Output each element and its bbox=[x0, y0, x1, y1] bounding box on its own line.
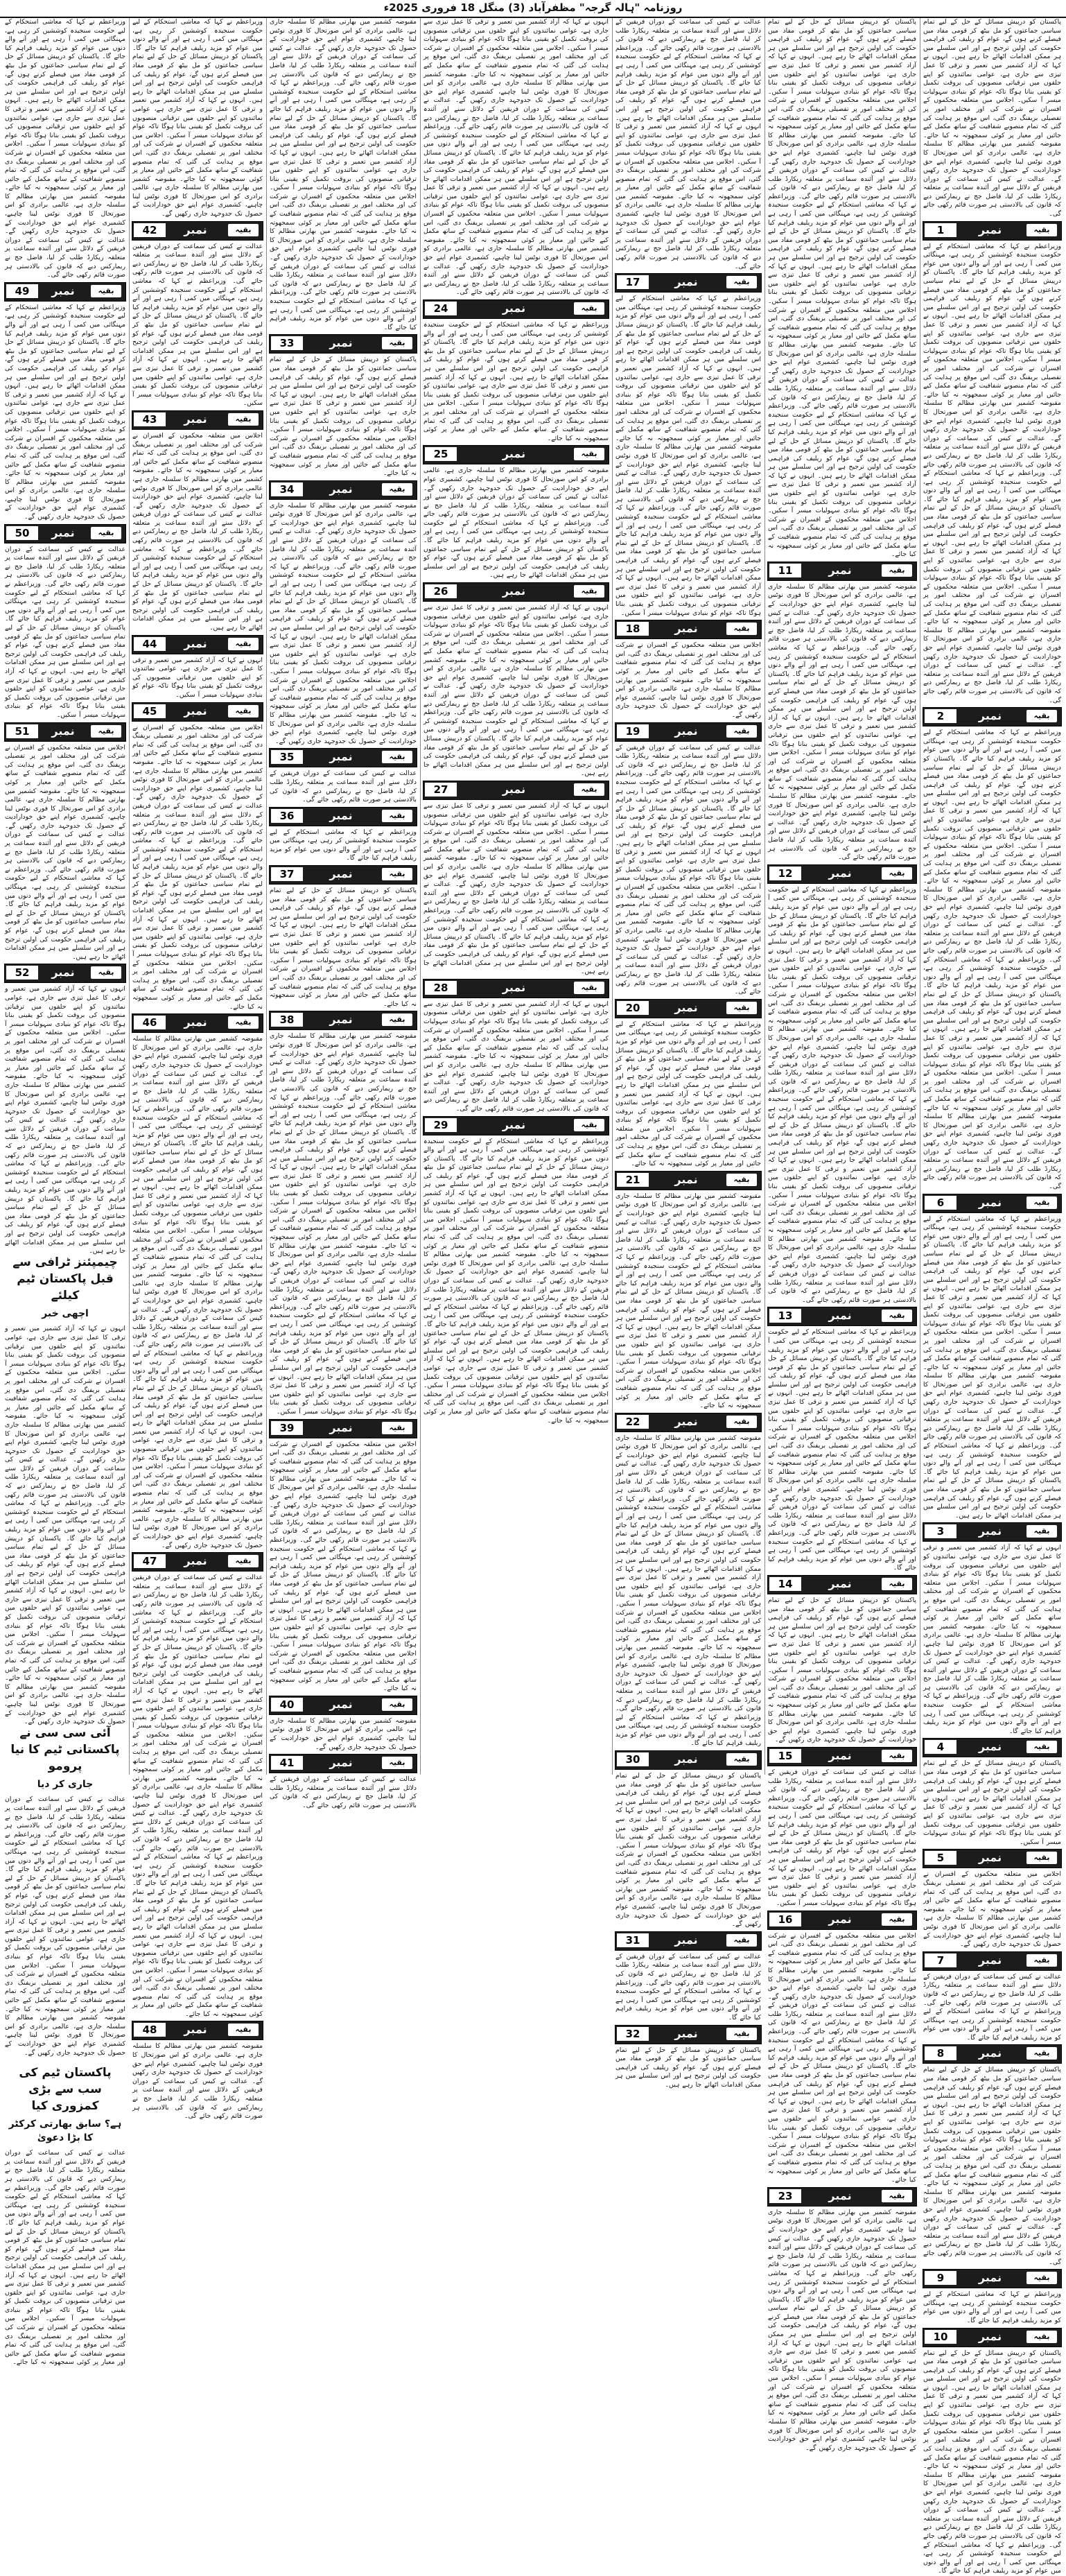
continuation-number: 29 bbox=[425, 1118, 457, 1132]
continuation-number: 38 bbox=[271, 1013, 303, 1027]
continuation-label: بقیہ bbox=[726, 623, 757, 635]
continuation-plate-30 bbox=[615, 1750, 762, 1770]
continuation-label: بقیہ bbox=[382, 1757, 412, 1769]
continuation-number: 17 bbox=[617, 275, 649, 289]
continuation-label: بقیہ bbox=[1026, 1525, 1057, 1538]
continuation-number: 8 bbox=[925, 2046, 956, 2060]
continuation-plate-52 bbox=[4, 964, 126, 983]
continuation-number: 23 bbox=[769, 2189, 801, 2203]
continuation-number: 15 bbox=[769, 1749, 801, 1763]
continuation-word: نمبر bbox=[674, 1000, 698, 1014]
continuation-label: بقیہ bbox=[574, 585, 604, 598]
continuation-number: 14 bbox=[769, 1577, 801, 1591]
continuation-plate-39 bbox=[269, 1419, 417, 1438]
news-paragraph: پاکستان کو درپیش مسائل کے حل کے لیے تمام سیاسی جماعتوں کو مل بیٹھ کر قومی مفاد میں فیصلے کرنے ہوں گے، عوام کو ریلیف کی فراہمی حکومت کی اولین ترجیح ہے اور اس سلسلے میں ہر ممکن اقدامات اٹھائے جا رہے ہیں۔ bbox=[615, 2046, 761, 2089]
continuation-label: بقیہ bbox=[228, 638, 259, 650]
news-paragraph: مقبوضہ کشمیر میں بھارتی مظالم کا سلسلہ جاری ہے، عالمی برادری کو اس صورتحال کا فوری نوٹس لینا چاہیے، کشمیری عوام اپنے حق خودارادیت کے حصول تک جدوجہد جاری رکھیں گے۔ عدالت نے کیس کی سماعت کے دوران فریقین کے دلائل سنے اور آئندہ سماعت پر متعلقہ ریکارڈ طلب کر لیا، فاضل جج نے ریمارکس دیے کہ قانون کی بالادستی ہر صورت قائم رکھی جائے گی۔ bbox=[132, 2042, 263, 2121]
continuation-plate-36 bbox=[269, 807, 417, 826]
continuation-plate-1 bbox=[923, 221, 1062, 241]
continuation-word: نمبر bbox=[978, 1195, 1002, 1209]
continuation-number: 42 bbox=[134, 223, 166, 237]
news-paragraph: اجلاس میں متعلقہ محکموں کے افسران نے شرکت کی اور مختلف امور پر تفصیلی بریفنگ دی گئی، اس موقع پر ہدایت کی گئی کہ تمام منصوبے شفافیت کے ساتھ مکمل کیے جائیں اور معیار پر کوئی سمجھوتہ نہ کیا جائے۔ مقبوضہ کشمیر میں بھارتی مظالم کا سلسلہ جاری ہے، عالمی برادری کو اس صورتحال کا فوری نوٹس لینا چاہیے، کشمیری عوام اپنے حق خودارادیت کے حصول تک جدوجہد جاری رکھیں گے۔ عدالت نے کیس کی سماعت کے دوران فریقین کے دلائل سنے اور آئندہ سماعت پر متعلقہ ریکارڈ طلب کر لیا، فاضل جج نے ریمارکس دیے کہ قانون کی بالادستی ہر صورت قائم رکھی جائے گی۔ وزیراعظم نے کہا کہ معاشی استحکام کے لیے حکومت سنجیدہ کوششیں کر رہی ہے، مہنگائی میں کمی آ رہی ہے اور آنے والے دنوں میں عوام کو مزید ریلیف فراہم کیا جائے گا۔ پاکستان کو درپیش مسائل کے حل کے لیے تمام سیاسی جماعتوں کو مل بیٹھ کر قومی مفاد میں فیصلے کرنے ہوں گے، عوام کو ریلیف کی فراہمی حکومت کی اولین ترجیح ہے اور اس سلسلے میں ہر ممکن اقدامات اٹھائے جا رہے ہیں۔ bbox=[5, 743, 125, 961]
continuation-word: نمبر bbox=[978, 223, 1002, 236]
news-paragraph: مقبوضہ کشمیر میں بھارتی مظالم کا سلسلہ جاری ہے، عالمی برادری کو اس صورتحال کا فوری نوٹس لینا چاہیے، کشمیری عوام اپنے حق خودارادیت کے حصول تک جدوجہد جاری رکھیں گے۔ عدالت نے کیس کی سماعت کے دوران فریقین کے دلائل سنے اور آئندہ سماعت پر متعلقہ ریکارڈ طلب کر لیا، فاضل جج نے ریمارکس دیے کہ قانون کی بالادستی ہر صورت قائم رکھی جائے گی۔ وزیراعظم نے کہا کہ معاشی استحکام کے لیے حکومت سنجیدہ کوششیں کر رہی ہے، مہنگائی میں کمی آ رہی ہے اور آنے والے دنوں میں عوام کو مزید ریلیف فراہم کیا جائے گا۔ پاکستان کو درپیش مسائل کے حل کے لیے تمام سیاسی جماعتوں کو مل بیٹھ کر قومی مفاد میں فیصلے کرنے ہوں گے، عوام کو ریلیف کی فراہمی حکومت کی اولین ترجیح ہے اور اس سلسلے میں ہر ممکن اقدامات اٹھائے جا رہے ہیں۔ انہوں نے کہا کہ آزاد کشمیر میں تعمیر و ترقی کا عمل تیزی سے جاری ہے، عوامی نمائندوں کو اپنے حلقوں میں ترقیاتی منصوبوں کی بروقت تکمیل کو یقینی بنانا ہوگا تاکہ عوام کو بنیادی سہولیات میسر آ سکیں۔ اجلاس میں متعلقہ محکموں کے افسران نے شرکت کی اور مختلف امور پر تفصیلی بریفنگ دی گئی، اس موقع پر ہدایت کی گئی کہ تمام منصوبے شفافیت کے ساتھ مکمل کیے جائیں اور معیار پر کوئی سمجھوتہ نہ کیا جائے۔ مقبوضہ کشمیر میں بھارتی مظالم کا سلسلہ جاری ہے، عالمی برادری کو اس صورتحال کا فوری نوٹس لینا چاہیے، کشمیری عوام اپنے حق خودارادیت کے حصول تک جدوجہد جاری رکھیں گے۔ bbox=[270, 501, 417, 745]
continuation-number: 46 bbox=[134, 1016, 166, 1029]
continuation-label: بقیہ bbox=[382, 483, 412, 496]
news-paragraph: انہوں نے کہا کہ آزاد کشمیر میں تعمیر و ترقی کا عمل تیزی سے جاری ہے، عوامی نمائندوں کو اپنے حلقوں میں ترقیاتی منصوبوں کی بروقت تکمیل کو یقینی بنانا ہوگا تاکہ عوام کو بنیادی سہولیات میسر آ سکیں۔ اجلاس میں متعلقہ محکموں کے افسران نے شرکت کی اور مختلف امور پر تفصیلی بریفنگ دی گئی، اس موقع پر ہدایت کی گئی کہ تمام منصوبے شفافیت کے ساتھ مکمل کیے جائیں اور معیار پر کوئی سمجھوتہ نہ کیا جائے۔ مقبوضہ کشمیر میں بھارتی مظالم کا سلسلہ جاری ہے، عالمی برادری کو اس صورتحال کا فوری نوٹس لینا چاہیے، کشمیری عوام اپنے حق خودارادیت کے حصول تک جدوجہد جاری رکھیں گے۔ عدالت نے کیس کی سماعت کے دوران فریقین کے دلائل سنے اور آئندہ سماعت پر متعلقہ ریکارڈ طلب کر لیا، فاضل جج نے ریمارکس دیے کہ قانون کی بالادستی ہر صورت قائم رکھی جائے گی۔ وزیراعظم نے کہا کہ معاشی استحکام کے لیے حکومت سنجیدہ کوششیں کر رہی ہے، مہنگائی میں کمی آ رہی ہے اور آنے والے دنوں میں عوام کو مزید ریلیف فراہم کیا جائے گا۔ پاکستان کو درپیش مسائل کے حل کے لیے تمام سیاسی جماعتوں کو مل بیٹھ کر قومی مفاد میں فیصلے کرنے ہوں گے، عوام کو ریلیف کی فراہمی حکومت کی اولین ترجیح ہے اور اس سلسلے میں ہر ممکن اقدامات اٹھائے جا رہے ہیں۔ bbox=[423, 604, 609, 778]
continuation-label: بقیہ bbox=[382, 337, 412, 349]
continuation-label: بقیہ bbox=[228, 2024, 259, 2036]
news-paragraph: وزیراعظم نے کہا کہ معاشی استحکام کے لیے حکومت سنجیدہ کوششیں کر رہی ہے، مہنگائی میں کمی آ رہی ہے اور آنے والے دنوں میں عوام کو مزید ریلیف فراہم کیا جائے گا۔ پاکستان کو درپیش مسائل کے حل کے لیے تمام سیاسی جماعتوں کو مل بیٹھ کر قومی مفاد میں فیصلے کرنے ہوں گے، عوام کو ریلیف کی فراہمی حکومت کی اولین ترجیح ہے اور اس سلسلے میں ہر ممکن اقدامات اٹھائے جا رہے ہیں۔ انہوں نے کہا کہ آزاد کشمیر میں تعمیر و ترقی کا عمل تیزی سے جاری ہے، عوامی نمائندوں کو اپنے حلقوں میں ترقیاتی منصوبوں کی بروقت تکمیل کو یقینی بنانا ہوگا تاکہ عوام کو بنیادی سہولیات میسر آ سکیں۔ اجلاس میں متعلقہ محکموں کے افسران نے شرکت کی اور مختلف امور پر تفصیلی بریفنگ دی گئی، اس موقع پر ہدایت کی گئی کہ تمام منصوبے شفافیت کے ساتھ مکمل کیے جائیں اور معیار پر کوئی سمجھوتہ نہ کیا جائے۔ مقبوضہ کشمیر میں بھارتی مظالم کا سلسلہ جاری ہے، عالمی برادری کو اس صورتحال کا فوری نوٹس لینا چاہیے، کشمیری عوام اپنے حق خودارادیت کے حصول تک جدوجہد جاری رکھیں گے۔ bbox=[5, 303, 125, 521]
continuation-label: بقیہ bbox=[1026, 1852, 1057, 1864]
continuation-plate-20 bbox=[615, 999, 762, 1018]
continuation-plate-35 bbox=[269, 748, 417, 767]
news-paragraph: وزیراعظم نے کہا کہ معاشی استحکام کے لیے حکومت سنجیدہ کوششیں کر رہی ہے، مہنگائی میں کمی آ رہی ہے اور آنے والے دنوں میں عوام کو مزید ریلیف فراہم کیا جائے گا۔ پاکستان کو درپیش مسائل کے حل کے لیے تمام سیاسی جماعتوں کو مل بیٹھ کر قومی مفاد میں فیصلے کرنے ہوں گے، عوام کو ریلیف کی فراہمی حکومت کی اولین ترجیح ہے اور اس سلسلے میں ہر ممکن اقدامات اٹھائے جا رہے ہیں۔ انہوں نے کہا کہ آزاد کشمیر میں تعمیر و ترقی کا عمل تیزی سے جاری ہے، عوامی نمائندوں کو اپنے حلقوں میں ترقیاتی منصوبوں کی بروقت تکمیل کو یقینی بنانا ہوگا تاکہ عوام کو بنیادی سہولیات میسر آ سکیں۔ اجلاس میں متعلقہ محکموں کے افسران نے شرکت کی اور مختلف امور پر تفصیلی بریفنگ دی گئی، اس موقع پر ہدایت کی گئی کہ تمام منصوبے شفافیت کے ساتھ مکمل کیے جائیں اور معیار پر کوئی سمجھوتہ نہ کیا جائے۔ bbox=[423, 321, 609, 442]
continuation-label: بقیہ bbox=[1026, 1954, 1057, 1967]
continuation-plate-41 bbox=[269, 1754, 417, 1773]
continuation-word: نمبر bbox=[978, 1524, 1002, 1538]
continuation-word: نمبر bbox=[51, 284, 75, 297]
continuation-number: 49 bbox=[6, 284, 38, 298]
news-paragraph: انہوں نے کہا کہ آزاد کشمیر میں تعمیر و ترقی کا عمل تیزی سے جاری ہے، عوامی نمائندوں کو اپنے حلقوں میں ترقیاتی منصوبوں کی بروقت تکمیل کو یقینی بنانا ہوگا تاکہ عوام کو بنیادی سہولیات میسر آ سکیں۔ اجلاس میں متعلقہ محکموں کے افسران نے شرکت کی اور مختلف امور پر تفصیلی بریفنگ دی گئی، اس موقع پر ہدایت کی گئی کہ تمام منصوبے شفافیت کے ساتھ مکمل کیے جائیں اور معیار پر کوئی سمجھوتہ نہ کیا جائے۔ مقبوضہ کشمیر میں بھارتی مظالم کا سلسلہ جاری ہے، عالمی برادری کو اس صورتحال کا فوری نوٹس لینا چاہیے، کشمیری عوام اپنے حق خودارادیت کے حصول تک جدوجہد جاری رکھیں گے۔ عدالت نے کیس کی سماعت کے دوران فریقین کے دلائل سنے اور آئندہ سماعت پر متعلقہ ریکارڈ طلب کر لیا، فاضل جج نے ریمارکس دیے کہ قانون کی بالادستی ہر صورت قائم رکھی جائے گی۔ وزیراعظم نے کہا کہ معاشی استحکام کے لیے حکومت سنجیدہ کوششیں کر رہی ہے، مہنگائی میں کمی آ رہی ہے اور آنے والے دنوں میں عوام کو مزید ریلیف فراہم کیا جائے گا۔ پاکستان کو درپیش مسائل کے حل کے لیے تمام سیاسی جماعتوں کو مل بیٹھ کر قومی مفاد میں فیصلے کرنے ہوں گے، عوام کو ریلیف کی فراہمی حکومت کی اولین ترجیح ہے اور اس سلسلے میں ہر ممکن اقدامات اٹھائے جا رہے ہیں۔ bbox=[423, 801, 609, 976]
continuation-word: نمبر bbox=[978, 1851, 1002, 1865]
continuation-number: 37 bbox=[271, 867, 303, 881]
continuation-label: بقیہ bbox=[726, 725, 757, 738]
continuation-plate-9 bbox=[923, 2269, 1062, 2288]
continuation-label: بقیہ bbox=[91, 285, 121, 297]
continuation-word: نمبر bbox=[502, 302, 526, 315]
continuation-number: 45 bbox=[134, 704, 166, 718]
column-rule bbox=[129, 18, 130, 1775]
continuation-label: بقیہ bbox=[1026, 1196, 1057, 1209]
news-paragraph: وزیراعظم نے کہا کہ معاشی استحکام کے لیے حکومت سنجیدہ کوششیں کر رہی ہے، مہنگائی میں کمی آ رہی ہے اور آنے والے دنوں میں عوام کو مزید ریلیف فراہم کیا جائے گا۔ bbox=[923, 2290, 1061, 2324]
continuation-plate-51 bbox=[4, 722, 126, 742]
continuation-label: بقیہ bbox=[382, 1422, 412, 1434]
newspaper-masthead bbox=[0, 0, 1066, 18]
continuation-word: نمبر bbox=[978, 1953, 1002, 1967]
continuation-number: 39 bbox=[271, 1421, 303, 1435]
news-paragraph: انہوں نے کہا کہ آزاد کشمیر میں تعمیر و ترقی کا عمل تیزی سے جاری ہے، عوامی نمائندوں کو اپنے حلقوں میں ترقیاتی منصوبوں کی بروقت تکمیل کو یقینی بنانا ہوگا تاکہ عوام کو بنیادی سہولیات میسر آ سکیں۔ اجلاس میں متعلقہ محکموں کے افسران نے شرکت کی اور مختلف امور پر تفصیلی بریفنگ دی گئی، اس موقع پر ہدایت کی گئی کہ تمام منصوبے شفافیت کے ساتھ مکمل کیے جائیں اور معیار پر کوئی سمجھوتہ نہ کیا جائے۔ مقبوضہ کشمیر میں بھارتی مظالم کا سلسلہ جاری ہے، عالمی برادری کو اس صورتحال کا فوری نوٹس لینا چاہیے، کشمیری عوام اپنے حق خودارادیت کے حصول تک جدوجہد جاری رکھیں گے۔ عدالت نے کیس کی سماعت کے دوران فریقین کے دلائل سنے اور آئندہ سماعت پر متعلقہ ریکارڈ طلب کر لیا، فاضل جج نے ریمارکس دیے کہ قانون کی بالادستی ہر صورت قائم رکھی جائے گی۔ وزیراعظم نے کہا کہ معاشی استحکام کے لیے حکومت سنجیدہ کوششیں کر رہی ہے، مہنگائی میں کمی آ رہی ہے اور آنے والے دنوں میں عوام کو مزید ریلیف فراہم کیا جائے گا۔ پاکستان کو درپیش مسائل کے حل کے لیے تمام سیاسی جماعتوں کو مل بیٹھ کر قومی مفاد میں فیصلے کرنے ہوں گے، عوام کو ریلیف کی فراہمی حکومت کی اولین ترجیح ہے اور اس سلسلے میں ہر ممکن اقدامات اٹھائے جا رہے ہیں۔ bbox=[5, 985, 125, 1255]
news-paragraph: عدالت نے کیس کی سماعت کے دوران فریقین کے دلائل سنے اور آئندہ سماعت پر متعلقہ ریکارڈ طلب کر لیا، فاضل جج نے ریمارکس دیے کہ قانون کی بالادستی ہر صورت قائم رکھی جائے گی۔ bbox=[270, 1775, 417, 1809]
continuation-word: نمبر bbox=[828, 1576, 852, 1590]
continuation-plate-17 bbox=[615, 273, 762, 293]
continuation-plate-38 bbox=[269, 1011, 417, 1030]
continuation-number: 22 bbox=[617, 1415, 649, 1429]
continuation-plate-48 bbox=[132, 2021, 263, 2040]
continuation-word: نمبر bbox=[184, 1016, 207, 1029]
continuation-plate-16 bbox=[767, 1911, 917, 1930]
continuation-word: نمبر bbox=[674, 275, 698, 289]
sports-headline: چیمپئنز ٹرافی سے قبل پاکستان ٹیم کیلئے bbox=[12, 1255, 118, 1303]
continuation-number: 43 bbox=[134, 412, 166, 426]
continuation-word: نمبر bbox=[502, 980, 526, 994]
continuation-number: 6 bbox=[925, 1196, 956, 1210]
column-rule bbox=[420, 18, 421, 1775]
sports-headline: آئی سی سی نے پاکستانی ٹیم کا نیا پرومو bbox=[10, 1726, 120, 1774]
continuation-number: 10 bbox=[925, 2330, 956, 2344]
continuation-word: نمبر bbox=[329, 1756, 353, 1770]
news-paragraph: اجلاس میں متعلقہ محکموں کے افسران نے شرکت کی اور مختلف امور پر تفصیلی بریفنگ دی گئی، اس موقع پر ہدایت کی گئی کہ تمام منصوبے شفافیت کے ساتھ مکمل کیے جائیں اور معیار پر کوئی سمجھوتہ نہ کیا جائے۔ مقبوضہ کشمیر میں بھارتی مظالم کا سلسلہ جاری ہے، عالمی برادری کو اس صورتحال کا فوری نوٹس لینا چاہیے، کشمیری عوام اپنے حق خودارادیت کے حصول تک جدوجہد جاری رکھیں گے۔ عدالت نے کیس کی سماعت کے دوران فریقین کے دلائل سنے اور آئندہ سماعت پر متعلقہ ریکارڈ طلب کر لیا، فاضل جج نے ریمارکس دیے کہ قانون کی بالادستی ہر صورت قائم رکھی جائے گی۔ وزیراعظم نے کہا کہ معاشی استحکام کے لیے حکومت سنجیدہ کوششیں کر رہی ہے، مہنگائی میں کمی آ رہی ہے اور آنے والے دنوں میں عوام کو مزید ریلیف فراہم کیا جائے گا۔ پاکستان کو درپیش مسائل کے حل کے لیے تمام سیاسی جماعتوں کو مل بیٹھ کر قومی مفاد میں فیصلے کرنے ہوں گے، عوام کو ریلیف کی فراہمی حکومت کی اولین ترجیح ہے اور اس سلسلے میں ہر ممکن اقدامات اٹھائے جا رہے ہیں۔ bbox=[132, 431, 263, 632]
continuation-plate-28 bbox=[423, 979, 609, 998]
continuation-word: نمبر bbox=[184, 412, 207, 426]
continuation-word: نمبر bbox=[184, 223, 207, 236]
continuation-plate-7 bbox=[923, 1951, 1062, 1971]
news-paragraph: مقبوضہ کشمیر میں بھارتی مظالم کا سلسلہ جاری ہے، عالمی برادری کو اس صورتحال کا فوری نوٹس لینا چاہیے، کشمیری عوام اپنے حق خودارادیت کے حصول تک جدوجہد جاری رکھیں گے۔ عدالت نے کیس کی سماعت کے دوران فریقین کے دلائل سنے اور آئندہ سماعت پر متعلقہ ریکارڈ طلب کر لیا، فاضل جج نے ریمارکس دیے کہ قانون کی بالادستی ہر صورت قائم رکھی جائے گی۔ وزیراعظم نے کہا کہ معاشی استحکام کے لیے حکومت سنجیدہ کوششیں کر رہی ہے، مہنگائی میں کمی آ رہی ہے اور آنے والے دنوں میں عوام کو مزید ریلیف فراہم کیا جائے گا۔ پاکستان کو درپیش مسائل کے حل کے لیے تمام سیاسی جماعتوں کو مل بیٹھ کر قومی مفاد میں فیصلے کرنے ہوں گے، عوام کو ریلیف کی فراہمی حکومت کی اولین ترجیح ہے اور اس سلسلے میں ہر ممکن اقدامات اٹھائے جا رہے ہیں۔ انہوں نے کہا کہ آزاد کشمیر میں تعمیر و ترقی کا عمل تیزی سے جاری ہے، عوامی نمائندوں کو اپنے حلقوں میں ترقیاتی منصوبوں کی بروقت تکمیل کو یقینی بنانا ہوگا تاکہ عوام کو بنیادی سہولیات میسر آ سکیں۔ اجلاس میں متعلقہ محکموں کے افسران نے شرکت کی اور مختلف امور پر تفصیلی بریفنگ دی گئی، اس موقع پر ہدایت کی گئی کہ تمام منصوبے شفافیت کے ساتھ مکمل کیے جائیں اور معیار پر کوئی سمجھوتہ نہ کیا جائے۔ مقبوضہ کشمیر میں بھارتی مظالم کا سلسلہ جاری ہے، عالمی برادری کو اس صورتحال کا فوری نوٹس لینا چاہیے، کشمیری عوام اپنے حق خودارادیت کے حصول تک جدوجہد جاری رکھیں گے۔ عدالت نے کیس کی سماعت کے دوران فریقین کے دلائل سنے اور آئندہ سماعت پر متعلقہ ریکارڈ طلب کر لیا، فاضل جج نے ریمارکس دیے کہ قانون کی بالادستی ہر صورت قائم رکھی جائے گی۔ وزیراعظم نے کہا کہ معاشی استحکام کے لیے حکومت سنجیدہ کوششیں کر رہی ہے، مہنگائی میں کمی آ رہی ہے اور آنے والے دنوں میں عوام کو مزید ریلیف فراہم کیا جائے گا۔ پاکستان کو درپیش مسائل کے حل کے لیے تمام سیاسی جماعتوں کو مل بیٹھ کر قومی مفاد میں فیصلے کرنے ہوں گے، عوام کو ریلیف کی فراہمی حکومت کی اولین ترجیح ہے اور اس سلسلے میں ہر ممکن اقدامات اٹھائے جا رہے ہیں۔ انہوں نے کہا کہ آزاد کشمیر میں تعمیر و ترقی کا عمل تیزی سے جاری ہے، عوامی نمائندوں کو اپنے حلقوں میں ترقیاتی منصوبوں کی بروقت تکمیل کو یقینی بنانا ہوگا تاکہ عوام کو بنیادی سہولیات میسر آ سکیں۔ اجلاس میں متعلقہ محکموں کے افسران نے شرکت کی اور مختلف امور پر تفصیلی بریفنگ دی گئی، اس موقع پر ہدایت کی گئی کہ تمام منصوبے شفافیت کے ساتھ مکمل کیے جائیں اور معیار پر کوئی سمجھوتہ نہ کیا جائے۔ مقبوضہ کشمیر میں بھارتی مظالم کا سلسلہ جاری ہے، عالمی برادری کو اس صورتحال کا فوری نوٹس لینا چاہیے، کشمیری عوام اپنے حق خودارادیت کے حصول تک جدوجہد جاری رکھیں گے۔ bbox=[132, 1035, 263, 1549]
continuation-plate-27 bbox=[423, 781, 609, 800]
continuation-number: 50 bbox=[6, 526, 38, 540]
continuation-number: 21 bbox=[617, 1173, 649, 1187]
continuation-label: بقیہ bbox=[726, 1174, 757, 1186]
continuation-number: 44 bbox=[134, 637, 166, 651]
news-paragraph: وزیراعظم نے کہا کہ معاشی استحکام کے لیے حکومت سنجیدہ کوششیں کر رہی ہے، مہنگائی میں کمی آ رہی ہے اور آنے والے دنوں میں عوام کو مزید ریلیف فراہم کیا جائے گا۔ پاکستان کو درپیش مسائل کے حل کے لیے تمام سیاسی جماعتوں کو مل بیٹھ کر قومی مفاد میں فیصلے کرنے ہوں گے، عوام کو ریلیف کی فراہمی حکومت کی اولین ترجیح ہے اور اس سلسلے میں ہر ممکن اقدامات اٹھائے جا رہے ہیں۔ انہوں نے کہا کہ آزاد کشمیر میں تعمیر و ترقی کا عمل تیزی سے جاری ہے، عوامی نمائندوں کو اپنے حلقوں میں ترقیاتی منصوبوں کی بروقت تکمیل کو یقینی بنانا ہوگا تاکہ عوام کو بنیادی سہولیات میسر آ سکیں۔ اجلاس میں متعلقہ محکموں کے افسران نے شرکت کی اور مختلف امور پر تفصیلی بریفنگ دی گئی، اس موقع پر ہدایت کی گئی کہ تمام منصوبے شفافیت کے ساتھ مکمل کیے جائیں اور معیار پر کوئی سمجھوتہ نہ کیا جائے۔ مقبوضہ کشمیر میں بھارتی مظالم کا سلسلہ جاری ہے، عالمی برادری کو اس صورتحال کا فوری نوٹس لینا چاہیے، کشمیری عوام اپنے حق خودارادیت کے حصول تک جدوجہد جاری رکھیں گے۔ عدالت نے کیس کی سماعت کے دوران فریقین کے دلائل سنے اور آئندہ سماعت پر متعلقہ ریکارڈ طلب کر لیا، فاضل جج نے ریمارکس دیے کہ قانون کی بالادستی ہر صورت قائم رکھی جائے گی۔ وزیراعظم نے کہا کہ معاشی استحکام کے لیے حکومت سنجیدہ کوششیں کر رہی ہے، مہنگائی میں کمی آ رہی ہے اور آنے والے دنوں میں عوام کو مزید ریلیف فراہم کیا جائے گا۔ پاکستان کو درپیش مسائل کے حل کے لیے تمام سیاسی جماعتوں کو مل بیٹھ کر قومی مفاد میں فیصلے کرنے ہوں گے، عوام کو ریلیف کی فراہمی حکومت کی اولین ترجیح ہے اور اس سلسلے میں ہر ممکن اقدامات اٹھائے جا رہے ہیں۔ bbox=[923, 1215, 1061, 1520]
continuation-word: نمبر bbox=[51, 724, 75, 738]
continuation-number: 4 bbox=[925, 1740, 956, 1754]
news-paragraph: پاکستان کو درپیش مسائل کے حل کے لیے تمام سیاسی جماعتوں کو مل بیٹھ کر قومی مفاد میں فیصلے کرنے ہوں گے، عوام کو ریلیف کی فراہمی حکومت کی اولین ترجیح ہے اور اس سلسلے میں ہر ممکن اقدامات اٹھائے جا رہے ہیں۔ انہوں نے کہا کہ آزاد کشمیر میں تعمیر و ترقی کا عمل تیزی سے جاری ہے، عوامی نمائندوں کو اپنے حلقوں میں ترقیاتی منصوبوں کی بروقت تکمیل کو یقینی بنانا ہوگا تاکہ عوام کو بنیادی سہولیات میسر آ سکیں۔ اجلاس میں متعلقہ محکموں کے افسران نے شرکت کی اور مختلف امور پر تفصیلی بریفنگ دی گئی، اس موقع پر ہدایت کی گئی کہ تمام منصوبے شفافیت کے ساتھ مکمل کیے جائیں اور معیار پر کوئی سمجھوتہ نہ کیا جائے۔ مقبوضہ کشمیر میں بھارتی مظالم کا سلسلہ جاری ہے، عالمی برادری کو اس صورتحال کا فوری نوٹس لینا چاہیے، کشمیری عوام اپنے حق خودارادیت کے حصول تک جدوجہد جاری رکھیں گے۔ bbox=[768, 1596, 916, 1744]
continuation-number: 18 bbox=[617, 622, 649, 636]
continuation-label: بقیہ bbox=[726, 1416, 757, 1428]
continuation-label: بقیہ bbox=[1026, 2047, 1057, 2060]
continuation-word: نمبر bbox=[329, 336, 353, 350]
continuation-word: نمبر bbox=[674, 622, 698, 636]
continuation-number: 9 bbox=[925, 2271, 956, 2285]
continuation-word: نمبر bbox=[329, 482, 353, 496]
news-paragraph: انہوں نے کہا کہ آزاد کشمیر میں تعمیر و ترقی کا عمل تیزی سے جاری ہے، عوامی نمائندوں کو اپنے حلقوں میں ترقیاتی منصوبوں کی بروقت تکمیل کو یقینی بنانا ہوگا تاکہ عوام کو بنیادی سہولیات میسر آ سکیں۔ bbox=[132, 656, 263, 699]
continuation-number: 41 bbox=[271, 1756, 303, 1770]
continuation-number: 40 bbox=[271, 1698, 303, 1712]
continuation-plate-14 bbox=[767, 1575, 917, 1594]
continuation-word: نمبر bbox=[502, 1117, 526, 1131]
continuation-number: 12 bbox=[769, 867, 801, 880]
continuation-label: بقیہ bbox=[882, 1309, 912, 1322]
news-paragraph: وزیراعظم نے کہا کہ معاشی استحکام کے لیے حکومت سنجیدہ کوششیں کر رہی ہے، مہنگائی میں کمی آ رہی ہے اور آنے والے دنوں میں عوام کو مزید ریلیف فراہم کیا جائے گا۔ bbox=[270, 828, 417, 862]
continuation-label: بقیہ bbox=[574, 982, 604, 994]
news-paragraph: پاکستان کو درپیش مسائل کے حل کے لیے تمام سیاسی جماعتوں کو مل بیٹھ کر قومی مفاد میں فیصلے کرنے ہوں گے، عوام کو ریلیف کی فراہمی حکومت کی اولین ترجیح ہے اور اس سلسلے میں ہر ممکن اقدامات اٹھائے جا رہے ہیں۔ انہوں نے کہا کہ آزاد کشمیر میں تعمیر و ترقی کا عمل تیزی سے جاری ہے، عوامی نمائندوں کو اپنے حلقوں میں ترقیاتی منصوبوں کی بروقت تکمیل کو یقینی بنانا ہوگا تاکہ عوام کو بنیادی سہولیات میسر آ سکیں۔ اجلاس میں متعلقہ محکموں کے افسران نے شرکت کی اور مختلف امور پر تفصیلی بریفنگ دی گئی، اس موقع پر ہدایت کی گئی کہ تمام منصوبے شفافیت کے ساتھ مکمل کیے جائیں اور معیار پر کوئی سمجھوتہ نہ کیا جائے۔ bbox=[270, 356, 417, 478]
continuation-label: بقیہ bbox=[382, 751, 412, 763]
continuation-word: نمبر bbox=[329, 1420, 353, 1434]
continuation-label: بقیہ bbox=[882, 564, 912, 577]
continuation-plate-6 bbox=[923, 1194, 1062, 1213]
continuation-word: نمبر bbox=[978, 1740, 1002, 1754]
continuation-word: نمبر bbox=[674, 1414, 698, 1428]
continuation-plate-3 bbox=[923, 1522, 1062, 1542]
continuation-label: بقیہ bbox=[726, 2028, 757, 2040]
continuation-plate-29 bbox=[423, 1116, 609, 1135]
continuation-plate-40 bbox=[269, 1696, 417, 1715]
continuation-label: بقیہ bbox=[574, 448, 604, 460]
continuation-label: بقیہ bbox=[574, 783, 604, 796]
continuation-plate-50 bbox=[4, 524, 126, 543]
news-paragraph: وزیراعظم نے کہا کہ معاشی استحکام کے لیے حکومت سنجیدہ کوششیں کر رہی ہے، مہنگائی میں کمی آ رہی ہے اور آنے والے دنوں میں عوام کو مزید ریلیف فراہم کیا جائے گا۔ پاکستان کو درپیش مسائل کے حل کے لیے تمام سیاسی جماعتوں کو مل بیٹھ کر قومی مفاد میں فیصلے کرنے ہوں گے، عوام کو ریلیف کی فراہمی حکومت کی اولین ترجیح ہے اور اس سلسلے میں ہر ممکن اقدامات اٹھائے جا رہے ہیں۔ انہوں نے کہا کہ آزاد کشمیر میں تعمیر و ترقی کا عمل تیزی سے جاری ہے، عوامی نمائندوں کو اپنے حلقوں میں ترقیاتی منصوبوں کی بروقت تکمیل کو یقینی بنانا ہوگا تاکہ عوام کو بنیادی سہولیات میسر آ سکیں۔ اجلاس میں متعلقہ محکموں کے افسران نے شرکت کی اور مختلف امور پر تفصیلی بریفنگ دی گئی، اس موقع پر ہدایت کی گئی کہ تمام منصوبے شفافیت کے ساتھ مکمل کیے جائیں اور معیار پر کوئی سمجھوتہ نہ کیا جائے۔ مقبوضہ کشمیر میں بھارتی مظالم کا سلسلہ جاری ہے، عالمی برادری کو اس صورتحال کا فوری نوٹس لینا چاہیے، کشمیری عوام اپنے حق خودارادیت کے حصول تک جدوجہد جاری رکھیں گے۔ عدالت نے کیس کی سماعت کے دوران فریقین کے دلائل سنے اور آئندہ سماعت پر متعلقہ ریکارڈ طلب کر لیا، فاضل جج نے ریمارکس دیے کہ قانون کی بالادستی ہر صورت قائم رکھی جائے گی۔ وزیراعظم نے کہا کہ معاشی استحکام کے لیے حکومت سنجیدہ کوششیں کر رہی ہے، مہنگائی میں کمی آ رہی ہے اور آنے والے دنوں میں عوام کو مزید ریلیف فراہم کیا جائے گا۔ پاکستان کو درپیش مسائل کے حل کے لیے تمام سیاسی جماعتوں کو مل بیٹھ کر قومی مفاد میں فیصلے کرنے ہوں گے، عوام کو ریلیف کی فراہمی حکومت کی اولین ترجیح ہے اور اس سلسلے میں ہر ممکن اقدامات اٹھائے جا رہے ہیں۔ انہوں نے کہا کہ آزاد کشمیر میں تعمیر و ترقی کا عمل تیزی سے جاری ہے، عوامی نمائندوں کو اپنے حلقوں میں ترقیاتی منصوبوں کی بروقت تکمیل کو یقینی بنانا ہوگا تاکہ عوام کو بنیادی سہولیات میسر آ سکیں۔ اجلاس میں متعلقہ محکموں کے افسران نے شرکت کی اور مختلف امور پر تفصیلی بریفنگ دی گئی، اس موقع پر ہدایت کی گئی کہ تمام منصوبے شفافیت کے ساتھ مکمل کیے جائیں اور معیار پر کوئی سمجھوتہ نہ کیا جائے۔ مقبوضہ کشمیر میں بھارتی مظالم کا سلسلہ جاری ہے، عالمی برادری کو اس صورتحال کا فوری نوٹس لینا چاہیے، کشمیری عوام اپنے حق خودارادیت کے حصول تک جدوجہد جاری رکھیں گے۔ عدالت نے کیس کی سماعت کے دوران فریقین کے دلائل سنے اور آئندہ سماعت پر متعلقہ ریکارڈ طلب کر لیا، فاضل جج نے ریمارکس دیے کہ قانون کی بالادستی ہر صورت قائم رکھی جائے گی۔ bbox=[923, 729, 1061, 1190]
news-paragraph: عدالت نے کیس کی سماعت کے دوران فریقین کے دلائل سنے اور آئندہ سماعت پر متعلقہ ریکارڈ طلب کر لیا، فاضل جج نے ریمارکس دیے کہ قانون کی بالادستی ہر صورت قائم رکھی جائے گی۔ وزیراعظم نے کہا کہ معاشی استحکام کے لیے حکومت سنجیدہ کوششیں کر رہی ہے، مہنگائی میں کمی آ رہی ہے اور آنے والے دنوں میں عوام کو مزید ریلیف فراہم کیا جائے گا۔ پاکستان کو درپیش مسائل کے حل کے لیے تمام سیاسی جماعتوں کو مل بیٹھ کر قومی مفاد میں فیصلے کرنے ہوں گے، عوام کو ریلیف کی فراہمی حکومت کی اولین ترجیح ہے اور اس سلسلے میں ہر ممکن اقدامات اٹھائے جا رہے ہیں۔ انہوں نے کہا کہ آزاد کشمیر میں تعمیر و ترقی کا عمل تیزی سے جاری ہے، عوامی نمائندوں کو اپنے حلقوں میں ترقیاتی منصوبوں کی بروقت تکمیل کو یقینی بنانا ہوگا تاکہ عوام کو بنیادی سہولیات میسر آ سکیں۔ اجلاس میں متعلقہ محکموں کے افسران نے شرکت کی اور مختلف امور پر تفصیلی بریفنگ دی گئی، اس موقع پر ہدایت کی گئی کہ تمام منصوبے شفافیت کے ساتھ مکمل کیے جائیں اور معیار پر کوئی سمجھوتہ نہ کیا جائے۔ مقبوضہ کشمیر میں بھارتی مظالم کا سلسلہ جاری ہے، عالمی برادری کو اس صورتحال کا فوری نوٹس لینا چاہیے، کشمیری عوام اپنے حق خودارادیت کے حصول تک جدوجہد جاری رکھیں گے۔ bbox=[5, 1795, 125, 2057]
continuation-label: بقیہ bbox=[726, 276, 757, 288]
continuation-plate-4 bbox=[923, 1738, 1062, 1757]
news-paragraph: عدالت نے کیس کی سماعت کے دوران فریقین کے دلائل سنے اور آئندہ سماعت پر متعلقہ ریکارڈ طلب کر لیا، فاضل جج نے ریمارکس دیے کہ قانون کی بالادستی ہر صورت قائم رکھی جائے گی۔ وزیراعظم نے کہا کہ معاشی استحکام کے لیے حکومت سنجیدہ کوششیں کر رہی ہے، مہنگائی میں کمی آ رہی ہے اور آنے والے دنوں میں عوام کو مزید ریلیف فراہم کیا جائے گا۔ پاکستان کو درپیش مسائل کے حل کے لیے تمام سیاسی جماعتوں کو مل بیٹھ کر قومی مفاد میں فیصلے کرنے ہوں گے، عوام کو ریلیف کی فراہمی حکومت کی اولین ترجیح ہے اور اس سلسلے میں ہر ممکن اقدامات اٹھائے جا رہے ہیں۔ انہوں نے کہا کہ آزاد کشمیر میں تعمیر و ترقی کا عمل تیزی سے جاری ہے، عوامی نمائندوں کو اپنے حلقوں میں ترقیاتی منصوبوں کی بروقت تکمیل کو یقینی بنانا ہوگا تاکہ عوام کو بنیادی سہولیات میسر آ سکیں۔ اجلاس میں متعلقہ محکموں کے افسران نے شرکت کی اور مختلف امور پر تفصیلی بریفنگ دی گئی، اس موقع پر ہدایت کی گئی کہ تمام منصوبے شفافیت کے ساتھ مکمل کیے جائیں اور معیار پر کوئی سمجھوتہ نہ کیا جائے۔ مقبوضہ کشمیر میں بھارتی مظالم کا سلسلہ جاری ہے، عالمی برادری کو اس صورتحال کا فوری نوٹس لینا چاہیے، کشمیری عوام اپنے حق خودارادیت کے حصول تک جدوجہد جاری رکھیں گے۔ عدالت نے کیس کی سماعت کے دوران فریقین کے دلائل سنے اور آئندہ سماعت پر متعلقہ ریکارڈ طلب کر لیا، فاضل جج نے ریمارکس دیے کہ قانون کی بالادستی ہر صورت قائم رکھی جائے گی۔ bbox=[615, 743, 761, 996]
column-1 bbox=[921, 18, 1063, 2575]
continuation-plate-2 bbox=[923, 707, 1062, 726]
continuation-word: نمبر bbox=[828, 1912, 852, 1926]
continuation-number: 35 bbox=[271, 750, 303, 764]
news-paragraph: اجلاس میں متعلقہ محکموں کے افسران نے شرکت کی اور مختلف امور پر تفصیلی بریفنگ دی گئی، اس موقع پر ہدایت کی گئی کہ تمام منصوبے شفافیت کے ساتھ مکمل کیے جائیں اور معیار پر کوئی سمجھوتہ نہ کیا جائے۔ مقبوضہ کشمیر میں بھارتی مظالم کا سلسلہ جاری ہے، عالمی برادری کو اس صورتحال کا فوری نوٹس لینا چاہیے، کشمیری عوام اپنے حق خودارادیت کے حصول تک جدوجہد جاری رکھیں گے۔ عدالت نے کیس کی سماعت کے دوران فریقین کے دلائل سنے اور آئندہ سماعت پر متعلقہ ریکارڈ طلب کر لیا، فاضل جج نے ریمارکس دیے کہ قانون کی بالادستی ہر صورت قائم رکھی جائے گی۔ وزیراعظم نے کہا کہ معاشی استحکام کے لیے حکومت سنجیدہ کوششیں کر رہی ہے، مہنگائی میں کمی آ رہی ہے اور آنے والے دنوں میں عوام کو مزید ریلیف فراہم کیا جائے گا۔ پاکستان کو درپیش مسائل کے حل کے لیے تمام سیاسی جماعتوں کو مل بیٹھ کر قومی مفاد میں فیصلے کرنے ہوں گے، عوام کو ریلیف کی فراہمی حکومت کی اولین ترجیح ہے اور اس سلسلے میں ہر ممکن اقدامات اٹھائے جا رہے ہیں۔ انہوں نے کہا کہ آزاد کشمیر میں تعمیر و ترقی کا عمل تیزی سے جاری ہے، عوامی نمائندوں کو اپنے حلقوں میں ترقیاتی منصوبوں کی بروقت تکمیل کو یقینی بنانا ہوگا تاکہ عوام کو بنیادی سہولیات میسر آ سکیں۔ اجلاس میں متعلقہ محکموں کے افسران نے شرکت کی اور مختلف امور پر تفصیلی بریفنگ دی گئی، اس موقع پر ہدایت کی گئی کہ تمام منصوبے شفافیت کے ساتھ مکمل کیے جائیں اور معیار پر کوئی سمجھوتہ نہ کیا جائے۔ bbox=[132, 723, 263, 1011]
continuation-label: بقیہ bbox=[726, 1934, 757, 1947]
news-paragraph: مقبوضہ کشمیر میں بھارتی مظالم کا سلسلہ جاری ہے، عالمی برادری کو اس صورتحال کا فوری نوٹس لینا چاہیے، کشمیری عوام اپنے حق خودارادیت کے حصول تک جدوجہد جاری رکھیں گے۔ عدالت نے کیس کی سماعت کے دوران فریقین کے دلائل سنے اور آئندہ سماعت پر متعلقہ ریکارڈ طلب کر لیا، فاضل جج نے ریمارکس دیے کہ قانون کی بالادستی ہر صورت قائم رکھی جائے گی۔ وزیراعظم نے کہا کہ معاشی استحکام کے لیے حکومت سنجیدہ کوششیں کر رہی ہے، مہنگائی میں کمی آ رہی ہے اور آنے والے دنوں میں عوام کو مزید ریلیف فراہم کیا جائے گا۔ پاکستان کو درپیش مسائل کے حل کے لیے تمام سیاسی جماعتوں کو مل بیٹھ کر قومی مفاد میں فیصلے کرنے ہوں گے، عوام کو ریلیف کی فراہمی حکومت کی اولین ترجیح ہے اور اس سلسلے میں ہر ممکن اقدامات اٹھائے جا رہے ہیں۔ انہوں نے کہا کہ آزاد کشمیر میں تعمیر و ترقی کا عمل تیزی سے جاری ہے، عوامی نمائندوں کو اپنے حلقوں میں ترقیاتی منصوبوں کی بروقت تکمیل کو یقینی بنانا ہوگا تاکہ عوام کو بنیادی سہولیات میسر آ سکیں۔ اجلاس میں متعلقہ محکموں کے افسران نے شرکت کی اور مختلف امور پر تفصیلی بریفنگ دی گئی، اس موقع پر ہدایت کی گئی کہ تمام منصوبے شفافیت کے ساتھ مکمل کیے جائیں اور معیار پر کوئی سمجھوتہ نہ کیا جائے۔ مقبوضہ کشمیر میں بھارتی مظالم کا سلسلہ جاری ہے، عالمی برادری کو اس صورتحال کا فوری نوٹس لینا چاہیے، کشمیری عوام اپنے حق خودارادیت کے حصول تک جدوجہد جاری رکھیں گے۔ عدالت نے کیس کی سماعت کے دوران فریقین کے دلائل سنے اور آئندہ سماعت پر متعلقہ ریکارڈ طلب کر لیا، فاضل جج نے ریمارکس دیے کہ قانون کی بالادستی ہر صورت قائم رکھی جائے گی۔ وزیراعظم نے کہا کہ معاشی استحکام کے لیے حکومت سنجیدہ کوششیں کر رہی ہے، مہنگائی میں کمی آ رہی ہے اور آنے والے دنوں میں عوام کو مزید ریلیف فراہم کیا جائے گا۔ bbox=[270, 18, 417, 331]
continuation-plate-22 bbox=[615, 1413, 762, 1432]
news-paragraph: پاکستان کو درپیش مسائل کے حل کے لیے تمام سیاسی جماعتوں کو مل بیٹھ کر قومی مفاد میں فیصلے کرنے ہوں گے، عوام کو ریلیف کی فراہمی حکومت کی اولین ترجیح ہے اور اس سلسلے میں ہر ممکن اقدامات اٹھائے جا رہے ہیں۔ انہوں نے کہا کہ آزاد کشمیر میں تعمیر و ترقی کا عمل تیزی سے جاری ہے، عوامی نمائندوں کو اپنے حلقوں میں ترقیاتی منصوبوں کی بروقت تکمیل کو یقینی بنانا ہوگا تاکہ عوام کو بنیادی سہولیات میسر آ سکیں۔ bbox=[923, 1759, 1061, 1846]
continuation-plate-31 bbox=[615, 1931, 762, 1951]
news-paragraph: عدالت نے کیس کی سماعت کے دوران فریقین کے دلائل سنے اور آئندہ سماعت پر متعلقہ ریکارڈ طلب کر لیا، فاضل جج نے ریمارکس دیے کہ قانون کی بالادستی ہر صورت قائم رکھی جائے گی۔ وزیراعظم نے کہا کہ معاشی استحکام کے لیے حکومت سنجیدہ کوششیں کر رہی ہے، مہنگائی میں کمی آ رہی ہے اور آنے والے دنوں میں عوام کو مزید ریلیف فراہم کیا جائے گا۔ پاکستان کو درپیش مسائل کے حل کے لیے تمام سیاسی جماعتوں کو مل بیٹھ کر قومی مفاد میں فیصلے کرنے ہوں گے، عوام کو ریلیف کی فراہمی حکومت کی اولین ترجیح ہے اور اس سلسلے میں ہر ممکن اقدامات اٹھائے جا رہے ہیں۔ انہوں نے کہا کہ آزاد کشمیر میں تعمیر و ترقی کا عمل تیزی سے جاری ہے، عوامی نمائندوں کو اپنے حلقوں میں ترقیاتی منصوبوں کی بروقت تکمیل کو یقینی بنانا ہوگا تاکہ عوام کو بنیادی سہولیات میسر آ سکیں۔ bbox=[5, 545, 125, 719]
continuation-word: نمبر bbox=[329, 1697, 353, 1711]
news-paragraph: مقبوضہ کشمیر میں بھارتی مظالم کا سلسلہ جاری ہے، عالمی برادری کو اس صورتحال کا فوری نوٹس لینا چاہیے، کشمیری عوام اپنے حق خودارادیت کے حصول تک جدوجہد جاری رکھیں گے۔ عدالت نے کیس کی سماعت کے دوران فریقین کے دلائل سنے اور آئندہ سماعت پر متعلقہ ریکارڈ طلب کر لیا، فاضل جج نے ریمارکس دیے کہ قانون کی بالادستی ہر صورت قائم رکھی جائے گی۔ وزیراعظم نے کہا کہ معاشی استحکام کے لیے حکومت سنجیدہ کوششیں کر رہی ہے، مہنگائی میں کمی آ رہی ہے اور آنے والے دنوں میں عوام کو مزید ریلیف فراہم کیا جائے گا۔ پاکستان کو درپیش مسائل کے حل کے لیے تمام سیاسی جماعتوں کو مل بیٹھ کر قومی مفاد میں فیصلے کرنے ہوں گے، عوام کو ریلیف کی فراہمی حکومت کی اولین ترجیح ہے اور اس سلسلے میں ہر ممکن اقدامات اٹھائے جا رہے ہیں۔ انہوں نے کہا کہ آزاد کشمیر میں تعمیر و ترقی کا عمل تیزی سے جاری ہے، عوامی نمائندوں کو اپنے حلقوں میں ترقیاتی منصوبوں کی بروقت تکمیل کو یقینی بنانا ہوگا تاکہ عوام کو بنیادی سہولیات میسر آ سکیں۔ اجلاس میں متعلقہ محکموں کے افسران نے شرکت کی اور مختلف امور پر تفصیلی بریفنگ دی گئی، اس موقع پر ہدایت کی گئی کہ تمام منصوبے شفافیت کے ساتھ مکمل کیے جائیں اور معیار پر کوئی سمجھوتہ نہ کیا جائے۔ مقبوضہ کشمیر میں بھارتی مظالم کا سلسلہ جاری ہے، عالمی برادری کو اس صورتحال کا فوری نوٹس لینا چاہیے، کشمیری عوام اپنے حق خودارادیت کے حصول تک جدوجہد جاری رکھیں گے۔ bbox=[768, 2208, 916, 2452]
continuation-word: نمبر bbox=[828, 866, 852, 880]
news-paragraph: انہوں نے کہا کہ آزاد کشمیر میں تعمیر و ترقی کا عمل تیزی سے جاری ہے، عوامی نمائندوں کو اپنے حلقوں میں ترقیاتی منصوبوں کی بروقت تکمیل کو یقینی بنانا ہوگا تاکہ عوام کو بنیادی سہولیات میسر آ سکیں۔ اجلاس میں متعلقہ محکموں کے افسران نے شرکت کی اور مختلف امور پر تفصیلی بریفنگ دی گئی، اس موقع پر ہدایت کی گئی کہ تمام منصوبے شفافیت کے ساتھ مکمل کیے جائیں اور معیار پر کوئی سمجھوتہ نہ کیا جائے۔ مقبوضہ کشمیر میں بھارتی مظالم کا سلسلہ جاری ہے، عالمی برادری کو اس صورتحال کا فوری نوٹس لینا چاہیے، کشمیری عوام اپنے حق خودارادیت کے حصول تک جدوجہد جاری رکھیں گے۔ عدالت نے کیس کی سماعت کے دوران فریقین کے دلائل سنے اور آئندہ سماعت پر متعلقہ ریکارڈ طلب کر لیا، فاضل جج نے ریمارکس دیے کہ قانون کی بالادستی ہر صورت قائم رکھی جائے گی۔ وزیراعظم نے کہا کہ معاشی استحکام کے لیے حکومت سنجیدہ کوششیں کر رہی ہے، مہنگائی میں کمی آ رہی ہے اور آنے والے دنوں میں عوام کو مزید ریلیف فراہم کیا جائے گا۔ پاکستان کو درپیش مسائل کے حل کے لیے تمام سیاسی جماعتوں کو مل بیٹھ کر قومی مفاد میں فیصلے کرنے ہوں گے، عوام کو ریلیف کی فراہمی حکومت کی اولین ترجیح ہے اور اس سلسلے میں ہر ممکن اقدامات اٹھائے جا رہے ہیں۔ انہوں نے کہا کہ آزاد کشمیر میں تعمیر و ترقی کا عمل تیزی سے جاری ہے، عوامی نمائندوں کو اپنے حلقوں میں ترقیاتی منصوبوں کی بروقت تکمیل کو یقینی بنانا ہوگا تاکہ عوام کو بنیادی سہولیات میسر آ سکیں۔ اجلاس میں متعلقہ محکموں کے افسران نے شرکت کی اور مختلف امور پر تفصیلی بریفنگ دی گئی، اس موقع پر ہدایت کی گئی کہ تمام منصوبے شفافیت کے ساتھ مکمل کیے جائیں اور معیار پر کوئی سمجھوتہ نہ کیا جائے۔ مقبوضہ کشمیر میں بھارتی مظالم کا سلسلہ جاری ہے، عالمی برادری کو اس صورتحال کا فوری نوٹس لینا چاہیے، کشمیری عوام اپنے حق خودارادیت کے حصول تک جدوجہد جاری رکھیں گے۔ عدالت نے کیس کی سماعت کے دوران فریقین کے دلائل سنے اور آئندہ سماعت پر متعلقہ ریکارڈ طلب کر لیا، فاضل جج نے ریمارکس دیے کہ قانون کی بالادستی ہر صورت قائم رکھی جائے گی۔ bbox=[423, 18, 609, 297]
continuation-plate-42 bbox=[132, 221, 263, 241]
news-paragraph: انہوں نے کہا کہ آزاد کشمیر میں تعمیر و ترقی کا عمل تیزی سے جاری ہے، عوامی نمائندوں کو اپنے حلقوں میں ترقیاتی منصوبوں کی بروقت تکمیل کو یقینی بنانا ہوگا تاکہ عوام کو بنیادی سہولیات میسر آ سکیں۔ اجلاس میں متعلقہ محکموں کے افسران نے شرکت کی اور مختلف امور پر تفصیلی بریفنگ دی گئی، اس موقع پر ہدایت کی گئی کہ تمام منصوبے شفافیت کے ساتھ مکمل کیے جائیں اور معیار پر کوئی سمجھوتہ نہ کیا جائے۔ مقبوضہ کشمیر میں بھارتی مظالم کا سلسلہ جاری ہے، عالمی برادری کو اس صورتحال کا فوری نوٹس لینا چاہیے، کشمیری عوام اپنے حق خودارادیت کے حصول تک جدوجہد جاری رکھیں گے۔ عدالت نے کیس کی سماعت کے دوران فریقین کے دلائل سنے اور آئندہ سماعت پر متعلقہ ریکارڈ طلب کر لیا، فاضل جج نے ریمارکس دیے کہ قانون کی بالادستی ہر صورت قائم رکھی جائے گی۔ وزیراعظم نے کہا کہ معاشی استحکام کے لیے حکومت سنجیدہ کوششیں کر رہی ہے، مہنگائی میں کمی آ رہی ہے اور آنے والے دنوں میں عوام کو مزید ریلیف فراہم کیا جائے گا۔ bbox=[923, 1544, 1061, 1735]
continuation-word: نمبر bbox=[184, 636, 207, 650]
continuation-word: نمبر bbox=[828, 563, 852, 577]
continuation-plate-24 bbox=[423, 299, 609, 319]
continuation-word: نمبر bbox=[674, 1752, 698, 1766]
continuation-number: 1 bbox=[925, 223, 956, 237]
continuation-plate-8 bbox=[923, 2044, 1062, 2064]
masthead-title: روزنامہ "ہالہ گرجہ" مظفرآباد (3) منگل 18 فروری 2025ء bbox=[383, 1, 683, 14]
news-paragraph: مقبوضہ کشمیر میں بھارتی مظالم کا سلسلہ جاری ہے، عالمی برادری کو اس صورتحال کا فوری نوٹس لینا چاہیے، کشمیری عوام اپنے حق خودارادیت کے حصول تک جدوجہد جاری رکھیں گے۔ bbox=[270, 1716, 417, 1751]
continuation-label: بقیہ bbox=[382, 1698, 412, 1711]
news-paragraph: عدالت نے کیس کی سماعت کے دوران فریقین کے دلائل سنے اور آئندہ سماعت پر متعلقہ ریکارڈ طلب کر لیا، فاضل جج نے ریمارکس دیے کہ قانون کی بالادستی ہر صورت قائم رکھی جائے گی۔ وزیراعظم نے کہا کہ معاشی استحکام کے لیے حکومت سنجیدہ کوششیں کر رہی ہے، مہنگائی میں کمی آ رہی ہے اور آنے والے دنوں میں عوام کو مزید ریلیف فراہم کیا جائے گا۔ bbox=[615, 1952, 761, 2021]
continuation-number: 16 bbox=[769, 1913, 801, 1926]
continuation-label: بقیہ bbox=[382, 1013, 412, 1026]
continuation-word: نمبر bbox=[502, 447, 526, 461]
news-paragraph: مقبوضہ کشمیر میں بھارتی مظالم کا سلسلہ جاری ہے، عالمی برادری کو اس صورتحال کا فوری نوٹس لینا چاہیے، کشمیری عوام اپنے حق خودارادیت کے حصول تک جدوجہد جاری رکھیں گے۔ عدالت نے کیس کی سماعت کے دوران فریقین کے دلائل سنے اور آئندہ سماعت پر متعلقہ ریکارڈ طلب کر لیا، فاضل جج نے ریمارکس دیے کہ قانون کی بالادستی ہر صورت قائم رکھی جائے گی۔ وزیراعظم نے کہا کہ معاشی استحکام کے لیے حکومت سنجیدہ کوششیں کر رہی ہے، مہنگائی میں کمی آ رہی ہے اور آنے والے دنوں میں عوام کو مزید ریلیف فراہم کیا جائے گا۔ پاکستان کو درپیش مسائل کے حل کے لیے تمام سیاسی جماعتوں کو مل بیٹھ کر قومی مفاد میں فیصلے کرنے ہوں گے، عوام کو ریلیف کی فراہمی حکومت کی اولین ترجیح ہے اور اس سلسلے میں ہر ممکن اقدامات اٹھائے جا رہے ہیں۔ انہوں نے کہا کہ آزاد کشمیر میں تعمیر و ترقی کا عمل تیزی سے جاری ہے، عوامی نمائندوں کو اپنے حلقوں میں ترقیاتی منصوبوں کی بروقت تکمیل کو یقینی بنانا ہوگا تاکہ عوام کو بنیادی سہولیات میسر آ سکیں۔ اجلاس میں متعلقہ محکموں کے افسران نے شرکت کی اور مختلف امور پر تفصیلی بریفنگ دی گئی، اس موقع پر ہدایت کی گئی کہ تمام منصوبے شفافیت کے ساتھ مکمل کیے جائیں اور معیار پر کوئی سمجھوتہ نہ کیا جائے۔ bbox=[615, 1192, 761, 1410]
news-paragraph: وزیراعظم نے کہا کہ معاشی استحکام کے لیے حکومت سنجیدہ کوششیں کر رہی ہے، مہنگائی میں کمی آ رہی ہے اور آنے والے دنوں میں عوام کو مزید ریلیف فراہم کیا جائے گا۔ پاکستان کو درپیش مسائل کے حل کے لیے تمام سیاسی جماعتوں کو مل بیٹھ کر قومی مفاد میں فیصلے کرنے ہوں گے، عوام کو ریلیف کی فراہمی حکومت کی اولین ترجیح ہے اور اس سلسلے میں ہر ممکن اقدامات اٹھائے جا رہے ہیں۔ انہوں نے کہا کہ آزاد کشمیر میں تعمیر و ترقی کا عمل تیزی سے جاری ہے، عوامی نمائندوں کو اپنے حلقوں میں ترقیاتی منصوبوں کی بروقت تکمیل کو یقینی بنانا ہوگا تاکہ عوام کو بنیادی سہولیات میسر آ سکیں۔ اجلاس میں متعلقہ محکموں کے افسران نے شرکت کی اور مختلف امور پر تفصیلی بریفنگ دی گئی، اس موقع پر ہدایت کی گئی کہ تمام منصوبے شفافیت کے ساتھ مکمل کیے جائیں اور معیار پر کوئی سمجھوتہ نہ کیا جائے۔ مقبوضہ کشمیر میں بھارتی مظالم کا سلسلہ جاری ہے، عالمی برادری کو اس صورتحال کا فوری نوٹس لینا چاہیے، کشمیری عوام اپنے حق خودارادیت کے حصول تک جدوجہد جاری رکھیں گے۔ عدالت نے کیس کی سماعت کے دوران فریقین کے دلائل سنے اور آئندہ سماعت پر متعلقہ ریکارڈ طلب کر لیا، فاضل جج نے ریمارکس دیے کہ قانون کی بالادستی ہر صورت قائم رکھی جائے گی۔ وزیراعظم نے کہا کہ معاشی استحکام کے لیے حکومت سنجیدہ کوششیں کر رہی ہے، مہنگائی میں کمی آ رہی ہے اور آنے والے دنوں میں عوام کو مزید ریلیف فراہم کیا جائے گا۔ پاکستان کو درپیش مسائل کے حل کے لیے تمام سیاسی جماعتوں کو مل بیٹھ کر قومی مفاد میں فیصلے کرنے ہوں گے، عوام کو ریلیف کی فراہمی حکومت کی اولین ترجیح ہے اور اس سلسلے میں ہر ممکن اقدامات اٹھائے جا رہے ہیں۔ انہوں نے کہا کہ آزاد کشمیر میں تعمیر و ترقی کا عمل تیزی سے جاری ہے، عوامی نمائندوں کو اپنے حلقوں میں ترقیاتی منصوبوں کی بروقت تکمیل کو یقینی بنانا ہوگا تاکہ عوام کو بنیادی سہولیات میسر آ سکیں۔ اجلاس میں متعلقہ محکموں کے افسران نے شرکت کی اور مختلف امور پر تفصیلی بریفنگ دی گئی، اس موقع پر ہدایت کی گئی کہ تمام منصوبے شفافیت کے ساتھ مکمل کیے جائیں اور معیار پر کوئی سمجھوتہ نہ کیا جائے۔ bbox=[423, 1137, 609, 1425]
sports-headline: پاکستان ٹیم کی سب سے بڑی کمزوری کیا bbox=[19, 2066, 112, 2114]
column-2 bbox=[766, 18, 918, 2452]
continuation-word: نمبر bbox=[978, 2329, 1002, 2343]
continuation-plate-19 bbox=[615, 722, 762, 742]
continuation-label: بقیہ bbox=[1026, 2272, 1057, 2284]
continuation-word: نمبر bbox=[674, 1933, 698, 1947]
continuation-plate-34 bbox=[269, 480, 417, 500]
news-paragraph: عدالت نے کیس کی سماعت کے دوران فریقین کے دلائل سنے اور آئندہ سماعت پر متعلقہ ریکارڈ طلب کر لیا، فاضل جج نے ریمارکس دیے کہ قانون کی بالادستی ہر صورت قائم رکھی جائے گی۔ وزیراعظم نے کہا کہ معاشی استحکام کے لیے حکومت سنجیدہ کوششیں کر رہی ہے، مہنگائی میں کمی آ رہی ہے اور آنے والے دنوں میں عوام کو مزید ریلیف فراہم کیا جائے گا۔ پاکستان کو درپیش مسائل کے حل کے لیے تمام سیاسی جماعتوں کو مل بیٹھ کر قومی مفاد میں فیصلے کرنے ہوں گے، عوام کو ریلیف کی فراہمی حکومت کی اولین ترجیح ہے اور اس سلسلے میں ہر ممکن اقدامات اٹھائے جا رہے ہیں۔ انہوں نے کہا کہ آزاد کشمیر میں تعمیر و ترقی کا عمل تیزی سے جاری ہے، عوامی نمائندوں کو اپنے حلقوں میں ترقیاتی منصوبوں کی بروقت تکمیل کو یقینی بنانا ہوگا تاکہ عوام کو بنیادی سہولیات میسر آ سکیں۔ bbox=[768, 1768, 916, 1907]
news-paragraph: وزیراعظم نے کہا کہ معاشی استحکام کے لیے حکومت سنجیدہ کوششیں کر رہی ہے، مہنگائی میں کمی آ رہی ہے اور آنے والے دنوں میں عوام کو مزید ریلیف فراہم کیا جائے گا۔ پاکستان کو درپیش مسائل کے حل کے لیے تمام سیاسی جماعتوں کو مل بیٹھ کر قومی مفاد میں فیصلے کرنے ہوں گے، عوام کو ریلیف کی فراہمی حکومت کی اولین ترجیح ہے اور اس سلسلے میں ہر ممکن اقدامات اٹھائے جا رہے ہیں۔ انہوں نے کہا کہ آزاد کشمیر میں تعمیر و ترقی کا عمل تیزی سے جاری ہے، عوامی نمائندوں کو اپنے حلقوں میں ترقیاتی منصوبوں کی بروقت تکمیل کو یقینی بنانا ہوگا تاکہ عوام کو بنیادی سہولیات میسر آ سکیں۔ اجلاس میں متعلقہ محکموں کے افسران نے شرکت کی اور مختلف امور پر تفصیلی بریفنگ دی گئی، اس موقع پر ہدایت کی گئی کہ تمام منصوبے شفافیت کے ساتھ مکمل کیے جائیں اور معیار پر کوئی سمجھوتہ نہ کیا جائے۔ مقبوضہ کشمیر میں بھارتی مظالم کا سلسلہ جاری ہے، عالمی برادری کو اس صورتحال کا فوری نوٹس لینا چاہیے، کشمیری عوام اپنے حق خودارادیت کے حصول تک جدوجہد جاری رکھیں گے۔ bbox=[132, 18, 263, 218]
continuation-number: 32 bbox=[617, 2027, 649, 2041]
continuation-number: 27 bbox=[425, 783, 457, 797]
continuation-number: 5 bbox=[925, 1851, 956, 1865]
news-paragraph: انہوں نے کہا کہ آزاد کشمیر میں تعمیر و ترقی کا عمل تیزی سے جاری ہے، عوامی نمائندوں کو اپنے حلقوں میں ترقیاتی منصوبوں کی بروقت تکمیل کو یقینی بنانا ہوگا تاکہ عوام کو بنیادی سہولیات میسر آ سکیں۔ اجلاس میں متعلقہ محکموں کے افسران نے شرکت کی اور مختلف امور پر تفصیلی بریفنگ دی گئی، اس موقع پر ہدایت کی گئی کہ تمام منصوبے شفافیت کے ساتھ مکمل کیے جائیں اور معیار پر کوئی سمجھوتہ نہ کیا جائے۔ مقبوضہ کشمیر میں بھارتی مظالم کا سلسلہ جاری ہے، عالمی برادری کو اس صورتحال کا فوری نوٹس لینا چاہیے، کشمیری عوام اپنے حق خودارادیت کے حصول تک جدوجہد جاری رکھیں گے۔ عدالت نے کیس کی سماعت کے دوران فریقین کے دلائل سنے اور آئندہ سماعت پر متعلقہ ریکارڈ طلب کر لیا، فاضل جج نے ریمارکس دیے کہ قانون کی بالادستی ہر صورت قائم رکھی جائے گی۔ وزیراعظم نے کہا کہ معاشی استحکام کے لیے حکومت سنجیدہ کوششیں کر رہی ہے، مہنگائی میں کمی آ رہی ہے اور آنے والے دنوں میں عوام کو مزید ریلیف فراہم کیا جائے گا۔ پاکستان کو درپیش مسائل کے حل کے لیے تمام سیاسی جماعتوں کو مل بیٹھ کر قومی مفاد میں فیصلے کرنے ہوں گے، عوام کو ریلیف کی فراہمی حکومت کی اولین ترجیح ہے اور اس سلسلے میں ہر ممکن اقدامات اٹھائے جا رہے ہیں۔ انہوں نے کہا کہ آزاد کشمیر میں تعمیر و ترقی کا عمل تیزی سے جاری ہے، عوامی نمائندوں کو اپنے حلقوں میں ترقیاتی منصوبوں کی بروقت تکمیل کو یقینی بنانا ہوگا تاکہ عوام کو بنیادی سہولیات میسر آ سکیں۔ اجلاس میں متعلقہ محکموں کے افسران نے شرکت کی اور مختلف امور پر تفصیلی بریفنگ دی گئی، اس موقع پر ہدایت کی گئی کہ تمام منصوبے شفافیت کے ساتھ مکمل کیے جائیں اور معیار پر کوئی سمجھوتہ نہ کیا جائے۔ مقبوضہ کشمیر میں بھارتی مظالم کا سلسلہ جاری ہے، عالمی برادری کو اس صورتحال کا فوری نوٹس لینا چاہیے، کشمیری عوام اپنے حق خودارادیت کے حصول تک جدوجہد جاری رکھیں گے۔ bbox=[5, 1325, 125, 1726]
continuation-number: 7 bbox=[925, 1953, 956, 1967]
continuation-number: 26 bbox=[425, 584, 457, 598]
continuation-number: 2 bbox=[925, 709, 956, 723]
continuation-word: نمبر bbox=[674, 1172, 698, 1186]
continuation-label: بقیہ bbox=[91, 725, 121, 738]
continuation-plate-11 bbox=[767, 562, 917, 581]
continuation-label: بقیہ bbox=[1026, 710, 1057, 722]
continuation-word: نمبر bbox=[828, 2188, 852, 2202]
continuation-label: بقیہ bbox=[228, 413, 259, 426]
continuation-number: 52 bbox=[6, 966, 38, 980]
continuation-plate-32 bbox=[615, 2025, 762, 2044]
continuation-plate-44 bbox=[132, 635, 263, 654]
continuation-word: نمبر bbox=[978, 2271, 1002, 2285]
news-paragraph: وزیراعظم نے کہا کہ معاشی استحکام کے لیے حکومت سنجیدہ کوششیں کر رہی ہے، مہنگائی میں کمی آ رہی ہے اور آنے والے دنوں میں عوام کو مزید ریلیف فراہم کیا جائے گا۔ پاکستان کو درپیش مسائل کے حل کے لیے تمام سیاسی جماعتوں کو مل بیٹھ کر قومی مفاد میں فیصلے کرنے ہوں گے، عوام کو ریلیف کی فراہمی حکومت کی اولین ترجیح ہے اور اس سلسلے میں ہر ممکن اقدامات اٹھائے جا رہے ہیں۔ انہوں نے کہا کہ آزاد کشمیر میں تعمیر و ترقی کا عمل تیزی سے جاری ہے، عوامی نمائندوں کو اپنے حلقوں میں ترقیاتی منصوبوں کی بروقت تکمیل کو یقینی بنانا ہوگا تاکہ عوام کو بنیادی سہولیات میسر آ سکیں۔ اجلاس میں متعلقہ محکموں کے افسران نے شرکت کی اور مختلف امور پر تفصیلی بریفنگ دی گئی، اس موقع پر ہدایت کی گئی کہ تمام منصوبے شفافیت کے ساتھ مکمل کیے جائیں اور معیار پر کوئی سمجھوتہ نہ کیا جائے۔ مقبوضہ کشمیر میں بھارتی مظالم کا سلسلہ جاری ہے، عالمی برادری کو اس صورتحال کا فوری نوٹس لینا چاہیے، کشمیری عوام اپنے حق خودارادیت کے حصول تک جدوجہد جاری رکھیں گے۔ عدالت نے کیس کی سماعت کے دوران فریقین کے دلائل سنے اور آئندہ سماعت پر متعلقہ ریکارڈ طلب کر لیا، فاضل جج نے ریمارکس دیے کہ قانون کی بالادستی ہر صورت قائم رکھی جائے گی۔ وزیراعظم نے کہا کہ معاشی استحکام کے لیے حکومت سنجیدہ کوششیں کر رہی ہے، مہنگائی میں کمی آ رہی ہے اور آنے والے دنوں میں عوام کو مزید ریلیف فراہم کیا جائے گا۔ پاکستان کو درپیش مسائل کے حل کے لیے تمام سیاسی جماعتوں کو مل بیٹھ کر قومی مفاد میں فیصلے کرنے ہوں گے، عوام کو ریلیف کی فراہمی حکومت کی اولین ترجیح ہے اور اس سلسلے میں ہر ممکن اقدامات اٹھائے جا رہے ہیں۔ انہوں نے کہا کہ آزاد کشمیر میں تعمیر و ترقی کا عمل تیزی سے جاری ہے، عوامی نمائندوں کو اپنے حلقوں میں ترقیاتی منصوبوں کی بروقت تکمیل کو یقینی بنانا ہوگا تاکہ عوام کو بنیادی سہولیات میسر آ سکیں۔ اجلاس میں متعلقہ محکموں کے افسران نے شرکت کی اور مختلف امور پر تفصیلی بریفنگ دی گئی، اس موقع پر ہدایت کی گئی کہ تمام منصوبے شفافیت کے ساتھ مکمل کیے جائیں اور معیار پر کوئی سمجھوتہ نہ کیا جائے۔ مقبوضہ کشمیر میں بھارتی مظالم کا سلسلہ جاری ہے، عالمی برادری کو اس صورتحال کا فوری نوٹس لینا چاہیے، کشمیری عوام اپنے حق خودارادیت کے حصول تک جدوجہد جاری رکھیں گے۔ عدالت نے کیس کی سماعت کے دوران فریقین کے دلائل سنے اور آئندہ سماعت پر متعلقہ ریکارڈ طلب کر لیا، فاضل جج نے ریمارکس دیے کہ قانون کی بالادستی ہر صورت قائم رکھی جائے گی۔ bbox=[923, 242, 1061, 704]
continuation-number: 20 bbox=[617, 1001, 649, 1015]
column-rule bbox=[612, 18, 613, 1775]
continuation-number: 3 bbox=[925, 1524, 956, 1538]
newspaper-page bbox=[0, 18, 1066, 2575]
continuation-number: 30 bbox=[617, 1752, 649, 1766]
continuation-word: نمبر bbox=[674, 2026, 698, 2040]
continuation-word: نمبر bbox=[184, 704, 207, 717]
continuation-plate-47 bbox=[132, 1552, 263, 1572]
continuation-label: بقیہ bbox=[1026, 1741, 1057, 1753]
continuation-plate-21 bbox=[615, 1171, 762, 1190]
column-rule bbox=[764, 18, 765, 1775]
continuation-word: نمبر bbox=[51, 966, 75, 980]
continuation-word: نمبر bbox=[828, 1309, 852, 1323]
continuation-word: نمبر bbox=[51, 525, 75, 539]
news-paragraph: وزیراعظم نے کہا کہ معاشی استحکام کے لیے حکومت سنجیدہ کوششیں کر رہی ہے، مہنگائی میں کمی آ رہی ہے اور آنے والے دنوں میں عوام کو مزید ریلیف فراہم کیا جائے گا۔ پاکستان کو درپیش مسائل کے حل کے لیے تمام سیاسی جماعتوں کو مل بیٹھ کر قومی مفاد میں فیصلے کرنے ہوں گے، عوام کو ریلیف کی فراہمی حکومت کی اولین ترجیح ہے اور اس سلسلے میں ہر ممکن اقدامات اٹھائے جا رہے ہیں۔ انہوں نے کہا کہ آزاد کشمیر میں تعمیر و ترقی کا عمل تیزی سے جاری ہے، عوامی نمائندوں کو اپنے حلقوں میں ترقیاتی منصوبوں کی بروقت تکمیل کو یقینی بنانا ہوگا تاکہ عوام کو بنیادی سہولیات میسر آ سکیں۔ اجلاس میں متعلقہ محکموں کے افسران نے شرکت کی اور مختلف امور پر تفصیلی بریفنگ دی گئی، اس موقع پر ہدایت کی گئی کہ تمام منصوبے شفافیت کے ساتھ مکمل کیے جائیں اور معیار پر کوئی سمجھوتہ نہ کیا جائے۔ مقبوضہ کشمیر میں بھارتی مظالم کا سلسلہ جاری ہے، عالمی برادری کو اس صورتحال کا فوری نوٹس لینا چاہیے، کشمیری عوام اپنے حق خودارادیت کے حصول تک جدوجہد جاری رکھیں گے۔ عدالت نے کیس کی سماعت کے دوران فریقین کے دلائل سنے اور آئندہ سماعت پر متعلقہ ریکارڈ طلب کر لیا، فاضل جج نے ریمارکس دیے کہ قانون کی بالادستی ہر صورت قائم رکھی جائے گی۔ وزیراعظم نے کہا کہ معاشی استحکام کے لیے حکومت سنجیدہ کوششیں کر رہی ہے، مہنگائی میں کمی آ رہی ہے اور آنے والے دنوں میں عوام کو مزید ریلیف فراہم کیا جائے گا۔ پاکستان کو درپیش مسائل کے حل کے لیے تمام سیاسی جماعتوں کو مل بیٹھ کر قومی مفاد میں فیصلے کرنے ہوں گے، عوام کو ریلیف کی فراہمی حکومت کی اولین ترجیح ہے اور اس سلسلے میں ہر ممکن اقدامات اٹھائے جا رہے ہیں۔ انہوں نے کہا کہ آزاد کشمیر میں تعمیر و ترقی کا عمل تیزی سے جاری ہے، عوامی نمائندوں کو اپنے حلقوں میں ترقیاتی منصوبوں کی بروقت تکمیل کو یقینی بنانا ہوگا تاکہ عوام کو بنیادی سہولیات میسر آ سکیں۔ اجلاس میں متعلقہ محکموں کے افسران نے شرکت کی اور مختلف امور پر تفصیلی بریفنگ دی گئی، اس موقع پر ہدایت کی گئی کہ تمام منصوبے شفافیت کے ساتھ مکمل کیے جائیں اور معیار پر کوئی سمجھوتہ نہ کیا جائے۔ مقبوضہ کشمیر میں بھارتی مظالم کا سلسلہ جاری ہے، عالمی برادری کو اس صورتحال کا فوری نوٹس لینا چاہیے، کشمیری عوام اپنے حق خودارادیت کے حصول تک جدوجہد جاری رکھیں گے۔ عدالت نے کیس کی سماعت کے دوران فریقین کے دلائل سنے اور آئندہ سماعت پر متعلقہ ریکارڈ طلب کر لیا، فاضل جج نے ریمارکس دیے کہ قانون کی بالادستی ہر صورت قائم رکھی جائے گی۔ bbox=[768, 885, 916, 1304]
continuation-number: 31 bbox=[617, 1933, 649, 1947]
continuation-plate-13 bbox=[767, 1307, 917, 1326]
continuation-label: بقیہ bbox=[726, 1002, 757, 1014]
continuation-label: بقیہ bbox=[1026, 2331, 1057, 2343]
continuation-plate-10 bbox=[923, 2328, 1062, 2347]
continuation-number: 25 bbox=[425, 447, 457, 461]
continuation-label: بقیہ bbox=[882, 867, 912, 880]
continuation-plate-46 bbox=[132, 1013, 263, 1033]
news-paragraph: عدالت نے کیس کی سماعت کے دوران فریقین کے دلائل سنے اور آئندہ سماعت پر متعلقہ ریکارڈ طلب کر لیا، فاضل جج نے ریمارکس دیے کہ قانون کی بالادستی ہر صورت قائم رکھی جائے گی۔ وزیراعظم نے کہا کہ معاشی استحکام کے لیے حکومت سنجیدہ کوششیں کر رہی ہے، مہنگائی میں کمی آ رہی ہے اور آنے والے دنوں میں عوام کو مزید ریلیف فراہم کیا جائے گا۔ پاکستان کو درپیش مسائل کے حل کے لیے تمام سیاسی جماعتوں کو مل بیٹھ کر قومی مفاد میں فیصلے کرنے ہوں گے، عوام کو ریلیف کی فراہمی حکومت کی اولین ترجیح ہے اور اس سلسلے میں ہر ممکن اقدامات اٹھائے جا رہے ہیں۔ انہوں نے کہا کہ آزاد کشمیر میں تعمیر و ترقی کا عمل تیزی سے جاری ہے، عوامی نمائندوں کو اپنے حلقوں میں ترقیاتی منصوبوں کی بروقت تکمیل کو یقینی بنانا ہوگا تاکہ عوام کو بنیادی سہولیات میسر آ سکیں۔ اجلاس میں متعلقہ محکموں کے افسران نے شرکت کی اور مختلف امور پر تفصیلی بریفنگ دی گئی، اس موقع پر ہدایت کی گئی کہ تمام منصوبے شفافیت کے ساتھ مکمل کیے جائیں اور معیار پر کوئی سمجھوتہ نہ کیا جائے۔ مقبوضہ کشمیر میں بھارتی مظالم کا سلسلہ جاری ہے، عالمی برادری کو اس صورتحال کا فوری نوٹس لینا چاہیے، کشمیری عوام اپنے حق خودارادیت کے حصول تک جدوجہد جاری رکھیں گے۔ عدالت نے کیس کی سماعت کے دوران فریقین کے دلائل سنے اور آئندہ سماعت پر متعلقہ ریکارڈ طلب کر لیا، فاضل جج نے ریمارکس دیے کہ قانون کی بالادستی ہر صورت قائم رکھی جائے گی۔ bbox=[615, 18, 761, 270]
news-paragraph: وزیراعظم نے کہا کہ معاشی استحکام کے لیے حکومت سنجیدہ کوششیں کر رہی ہے، مہنگائی میں کمی آ رہی ہے اور آنے والے دنوں میں عوام کو مزید ریلیف فراہم کیا جائے گا۔ پاکستان کو درپیش مسائل کے حل کے لیے تمام سیاسی جماعتوں کو مل بیٹھ کر قومی مفاد میں فیصلے کرنے ہوں گے، عوام کو ریلیف کی فراہمی حکومت کی اولین ترجیح ہے اور اس سلسلے میں ہر ممکن اقدامات اٹھائے جا رہے ہیں۔ انہوں نے کہا کہ آزاد کشمیر میں تعمیر و ترقی کا عمل تیزی سے جاری ہے، عوامی نمائندوں کو اپنے حلقوں میں ترقیاتی منصوبوں کی بروقت تکمیل کو یقینی بنانا ہوگا تاکہ عوام کو بنیادی سہولیات میسر آ سکیں۔ اجلاس میں متعلقہ محکموں کے افسران نے شرکت کی اور مختلف امور پر تفصیلی بریفنگ دی گئی، اس موقع پر ہدایت کی گئی کہ تمام منصوبے شفافیت کے ساتھ مکمل کیے جائیں اور معیار پر کوئی سمجھوتہ نہ کیا جائے۔ مقبوضہ کشمیر میں بھارتی مظالم کا سلسلہ جاری ہے، عالمی برادری کو اس صورتحال کا فوری نوٹس لینا چاہیے، کشمیری عوام اپنے حق خودارادیت کے حصول تک جدوجہد جاری رکھیں گے۔ عدالت نے کیس کی سماعت کے دوران فریقین کے دلائل سنے اور آئندہ سماعت پر متعلقہ ریکارڈ طلب کر لیا، فاضل جج نے ریمارکس دیے کہ قانون کی بالادستی ہر صورت قائم رکھی جائے گی۔ وزیراعظم نے کہا کہ معاشی استحکام کے لیے حکومت سنجیدہ کوششیں کر رہی ہے، مہنگائی میں کمی آ رہی ہے اور آنے والے دنوں میں عوام کو مزید ریلیف فراہم کیا جائے گا۔ پاکستان کو درپیش مسائل کے حل کے لیے تمام سیاسی جماعتوں کو مل بیٹھ کر قومی مفاد میں فیصلے کرنے ہوں گے، عوام کو ریلیف کی فراہمی حکومت کی اولین ترجیح ہے اور اس سلسلے میں ہر ممکن اقدامات اٹھائے جا رہے ہیں۔ انہوں نے کہا کہ آزاد کشمیر میں تعمیر و ترقی کا عمل تیزی سے جاری ہے، عوامی نمائندوں کو اپنے حلقوں میں ترقیاتی منصوبوں کی بروقت تکمیل کو یقینی بنانا ہوگا تاکہ عوام کو بنیادی سہولیات میسر آ سکیں۔ bbox=[615, 295, 761, 617]
continuation-plate-23 bbox=[767, 2187, 917, 2207]
continuation-plate-43 bbox=[132, 410, 263, 430]
continuation-plate-18 bbox=[615, 620, 762, 639]
continuation-label: بقیہ bbox=[882, 2190, 912, 2202]
news-paragraph: وزیراعظم نے کہا کہ معاشی استحکام کے لیے حکومت سنجیدہ کوششیں کر رہی ہے، مہنگائی میں کمی آ رہی ہے اور آنے والے دنوں میں عوام کو مزید ریلیف فراہم کیا جائے گا۔ پاکستان کو درپیش مسائل کے حل کے لیے تمام سیاسی جماعتوں کو مل بیٹھ کر قومی مفاد میں فیصلے کرنے ہوں گے، عوام کو ریلیف کی فراہمی حکومت کی اولین ترجیح ہے اور اس سلسلے میں ہر ممکن اقدامات اٹھائے جا رہے ہیں۔ انہوں نے کہا کہ آزاد کشمیر میں تعمیر و ترقی کا عمل تیزی سے جاری ہے، عوامی نمائندوں کو اپنے حلقوں میں ترقیاتی منصوبوں کی بروقت تکمیل کو یقینی بنانا ہوگا تاکہ عوام کو بنیادی سہولیات میسر آ سکیں۔ اجلاس میں متعلقہ محکموں کے افسران نے شرکت کی اور مختلف امور پر تفصیلی بریفنگ دی گئی، اس موقع پر ہدایت کی گئی کہ تمام منصوبے شفافیت کے ساتھ مکمل کیے جائیں اور معیار پر کوئی سمجھوتہ نہ کیا جائے۔ مقبوضہ کشمیر میں بھارتی مظالم کا سلسلہ جاری ہے، عالمی برادری کو اس صورتحال کا فوری نوٹس لینا چاہیے، کشمیری عوام اپنے حق خودارادیت کے حصول تک جدوجہد جاری رکھیں گے۔ عدالت نے کیس کی سماعت کے دوران فریقین کے دلائل سنے اور آئندہ سماعت پر متعلقہ ریکارڈ طلب کر لیا، فاضل جج نے ریمارکس دیے کہ قانون کی بالادستی ہر صورت قائم رکھی جائے گی۔ bbox=[5, 18, 125, 279]
news-paragraph: اجلاس میں متعلقہ محکموں کے افسران نے شرکت کی اور مختلف امور پر تفصیلی بریفنگ دی گئی، اس موقع پر ہدایت کی گئی کہ تمام منصوبے شفافیت کے ساتھ مکمل کیے جائیں اور معیار پر کوئی سمجھوتہ نہ کیا جائے۔ مقبوضہ کشمیر میں بھارتی مظالم کا سلسلہ جاری ہے، عالمی برادری کو اس صورتحال کا فوری نوٹس لینا چاہیے، کشمیری عوام اپنے حق خودارادیت کے حصول تک جدوجہد جاری رکھیں گے۔ عدالت نے کیس کی سماعت کے دوران فریقین کے دلائل سنے اور آئندہ سماعت پر متعلقہ ریکارڈ طلب کر لیا، فاضل جج نے ریمارکس دیے کہ قانون کی بالادستی ہر صورت قائم رکھی جائے گی۔ وزیراعظم نے کہا کہ معاشی استحکام کے لیے حکومت سنجیدہ کوششیں کر رہی ہے، مہنگائی میں کمی آ رہی ہے اور آنے والے دنوں میں عوام کو مزید ریلیف فراہم کیا جائے گا۔ پاکستان کو درپیش مسائل کے حل کے لیے تمام سیاسی جماعتوں کو مل بیٹھ کر قومی مفاد میں فیصلے کرنے ہوں گے، عوام کو ریلیف کی فراہمی حکومت کی اولین ترجیح ہے اور اس سلسلے میں ہر ممکن اقدامات اٹھائے جا رہے ہیں۔ انہوں نے کہا کہ آزاد کشمیر میں تعمیر و ترقی کا عمل تیزی سے جاری ہے، عوامی نمائندوں کو اپنے حلقوں میں ترقیاتی منصوبوں کی بروقت تکمیل کو یقینی بنانا ہوگا تاکہ عوام کو بنیادی سہولیات میسر آ سکیں۔ اجلاس میں متعلقہ محکموں کے افسران نے شرکت کی اور مختلف امور پر تفصیلی بریفنگ دی گئی، اس موقع پر ہدایت کی گئی کہ تمام منصوبے شفافیت کے ساتھ مکمل کیے جائیں اور معیار پر کوئی سمجھوتہ نہ کیا جائے۔ bbox=[768, 1931, 916, 2184]
continuation-label: بقیہ bbox=[228, 1016, 259, 1029]
news-paragraph: پاکستان کو درپیش مسائل کے حل کے لیے تمام سیاسی جماعتوں کو مل بیٹھ کر قومی مفاد میں فیصلے کرنے ہوں گے، عوام کو ریلیف کی فراہمی حکومت کی اولین ترجیح ہے اور اس سلسلے میں ہر ممکن اقدامات اٹھائے جا رہے ہیں۔ انہوں نے کہا کہ آزاد کشمیر میں تعمیر و ترقی کا عمل تیزی سے جاری ہے، عوامی نمائندوں کو اپنے حلقوں میں ترقیاتی منصوبوں کی بروقت تکمیل کو یقینی بنانا ہوگا تاکہ عوام کو بنیادی سہولیات میسر آ سکیں۔ اجلاس میں متعلقہ محکموں کے افسران نے شرکت کی اور مختلف امور پر تفصیلی بریفنگ دی گئی، اس موقع پر ہدایت کی گئی کہ تمام منصوبے شفافیت کے ساتھ مکمل کیے جائیں اور معیار پر کوئی سمجھوتہ نہ کیا جائے۔ مقبوضہ کشمیر میں بھارتی مظالم کا سلسلہ جاری ہے، عالمی برادری کو اس صورتحال کا فوری نوٹس لینا چاہیے، کشمیری عوام اپنے حق خودارادیت کے حصول تک جدوجہد جاری رکھیں گے۔ عدالت نے کیس کی سماعت کے دوران فریقین کے دلائل سنے اور آئندہ سماعت پر متعلقہ ریکارڈ طلب کر لیا، فاضل جج نے ریمارکس دیے کہ قانون کی بالادستی ہر صورت قائم رکھی جائے گی۔ bbox=[923, 2066, 1061, 2266]
continuation-label: بقیہ bbox=[382, 810, 412, 822]
continuation-word: نمبر bbox=[329, 867, 353, 881]
continuation-label: بقیہ bbox=[574, 302, 604, 315]
continuation-word: نمبر bbox=[502, 782, 526, 796]
continuation-word: نمبر bbox=[329, 808, 353, 822]
column-rule bbox=[266, 18, 267, 1775]
news-paragraph: وزیراعظم نے کہا کہ معاشی استحکام کے لیے حکومت سنجیدہ کوششیں کر رہی ہے، مہنگائی میں کمی آ رہی ہے اور آنے والے دنوں میں عوام کو مزید ریلیف فراہم کیا جائے گا۔ پاکستان کو درپیش مسائل کے حل کے لیے تمام سیاسی جماعتوں کو مل بیٹھ کر قومی مفاد میں فیصلے کرنے ہوں گے، عوام کو ریلیف کی فراہمی حکومت کی اولین ترجیح ہے اور اس سلسلے میں ہر ممکن اقدامات اٹھائے جا رہے ہیں۔ انہوں نے کہا کہ آزاد کشمیر میں تعمیر و ترقی کا عمل تیزی سے جاری ہے، عوامی نمائندوں کو اپنے حلقوں میں ترقیاتی منصوبوں کی بروقت تکمیل کو یقینی بنانا ہوگا تاکہ عوام کو بنیادی سہولیات میسر آ سکیں۔ اجلاس میں متعلقہ محکموں کے افسران نے شرکت کی اور مختلف امور پر تفصیلی بریفنگ دی گئی، اس موقع پر ہدایت کی گئی کہ تمام منصوبے شفافیت کے ساتھ مکمل کیے جائیں اور معیار پر کوئی سمجھوتہ نہ کیا جائے۔ مقبوضہ کشمیر میں بھارتی مظالم کا سلسلہ جاری ہے، عالمی برادری کو اس صورتحال کا فوری نوٹس لینا چاہیے، کشمیری عوام اپنے حق خودارادیت کے حصول تک جدوجہد جاری رکھیں گے۔ عدالت نے کیس کی سماعت کے دوران فریقین کے دلائل سنے اور آئندہ سماعت پر متعلقہ ریکارڈ طلب کر لیا، فاضل جج نے ریمارکس دیے کہ قانون کی بالادستی ہر صورت قائم رکھی جائے گی۔ وزیراعظم نے کہا کہ معاشی استحکام کے لیے حکومت سنجیدہ کوششیں کر رہی ہے، مہنگائی میں کمی آ رہی ہے اور آنے والے دنوں میں عوام کو مزید ریلیف فراہم کیا جائے گا۔ bbox=[768, 1328, 916, 1572]
continuation-plate-12 bbox=[767, 864, 917, 884]
news-paragraph: عدالت نے کیس کی سماعت کے دوران فریقین کے دلائل سنے اور آئندہ سماعت پر متعلقہ ریکارڈ طلب کر لیا، فاضل جج نے ریمارکس دیے کہ قانون کی بالادستی ہر صورت قائم رکھی جائے گی۔ bbox=[270, 769, 417, 804]
sports-subheadline: اچھی خبر bbox=[42, 1308, 89, 1320]
continuation-label: بقیہ bbox=[1026, 224, 1057, 236]
news-paragraph: وزیراعظم نے کہا کہ معاشی استحکام کے لیے حکومت سنجیدہ کوششیں کر رہی ہے، مہنگائی میں کمی آ رہی ہے اور آنے والے دنوں میں عوام کو مزید ریلیف فراہم کیا جائے گا۔ پاکستان کو درپیش مسائل کے حل کے لیے تمام سیاسی جماعتوں کو مل بیٹھ کر قومی مفاد میں فیصلے کرنے ہوں گے، عوام کو ریلیف کی فراہمی حکومت کی اولین ترجیح ہے اور اس سلسلے میں ہر ممکن اقدامات اٹھائے جا رہے ہیں۔ انہوں نے کہا کہ آزاد کشمیر میں تعمیر و ترقی کا عمل تیزی سے جاری ہے، عوامی نمائندوں کو اپنے حلقوں میں ترقیاتی منصوبوں کی بروقت تکمیل کو یقینی بنانا ہوگا تاکہ عوام کو بنیادی سہولیات میسر آ سکیں۔ اجلاس میں متعلقہ محکموں کے افسران نے شرکت کی اور مختلف امور پر تفصیلی بریفنگ دی گئی، اس موقع پر ہدایت کی گئی کہ تمام منصوبے شفافیت کے ساتھ مکمل کیے جائیں اور معیار پر کوئی سمجھوتہ نہ کیا جائے۔ bbox=[615, 1020, 761, 1168]
continuation-plate-5 bbox=[923, 1849, 1062, 1868]
sports-subheadline: ہے؟ سابق بھارتی کرکٹر کا بڑا دعویٰ bbox=[8, 2118, 122, 2144]
news-paragraph: اجلاس میں متعلقہ محکموں کے افسران نے شرکت کی اور مختلف امور پر تفصیلی بریفنگ دی گئی، اس موقع پر ہدایت کی گئی کہ تمام منصوبے شفافیت کے ساتھ مکمل کیے جائیں اور معیار پر کوئی سمجھوتہ نہ کیا جائے۔ مقبوضہ کشمیر میں بھارتی مظالم کا سلسلہ جاری ہے، عالمی برادری کو اس صورتحال کا فوری نوٹس لینا چاہیے، کشمیری عوام اپنے حق خودارادیت کے حصول تک جدوجہد جاری رکھیں گے۔ bbox=[615, 641, 761, 719]
continuation-word: نمبر bbox=[502, 584, 526, 598]
continuation-label: بقیہ bbox=[882, 1913, 912, 1926]
continuation-plate-25 bbox=[423, 445, 609, 464]
continuation-word: نمبر bbox=[184, 2023, 207, 2037]
continuation-label: بقیہ bbox=[91, 527, 121, 539]
continuation-word: نمبر bbox=[184, 1554, 207, 1568]
continuation-word: نمبر bbox=[329, 1013, 353, 1027]
column-6 bbox=[130, 18, 265, 2121]
continuation-word: نمبر bbox=[329, 750, 353, 764]
news-paragraph: مقبوضہ کشمیر میں بھارتی مظالم کا سلسلہ جاری ہے، عالمی برادری کو اس صورتحال کا فوری نوٹس لینا چاہیے، کشمیری عوام اپنے حق خودارادیت کے حصول تک جدوجہد جاری رکھیں گے۔ عدالت نے کیس کی سماعت کے دوران فریقین کے دلائل سنے اور آئندہ سماعت پر متعلقہ ریکارڈ طلب کر لیا، فاضل جج نے ریمارکس دیے کہ قانون کی بالادستی ہر صورت قائم رکھی جائے گی۔ وزیراعظم نے کہا کہ معاشی استحکام کے لیے حکومت سنجیدہ کوششیں کر رہی ہے، مہنگائی میں کمی آ رہی ہے اور آنے والے دنوں میں عوام کو مزید ریلیف فراہم کیا جائے گا۔ پاکستان کو درپیش مسائل کے حل کے لیے تمام سیاسی جماعتوں کو مل بیٹھ کر قومی مفاد میں فیصلے کرنے ہوں گے، عوام کو ریلیف کی فراہمی حکومت کی اولین ترجیح ہے اور اس سلسلے میں ہر ممکن اقدامات اٹھائے جا رہے ہیں۔ انہوں نے کہا کہ آزاد کشمیر میں تعمیر و ترقی کا عمل تیزی سے جاری ہے، عوامی نمائندوں کو اپنے حلقوں میں ترقیاتی منصوبوں کی بروقت تکمیل کو یقینی بنانا ہوگا تاکہ عوام کو بنیادی سہولیات میسر آ سکیں۔ اجلاس میں متعلقہ محکموں کے افسران نے شرکت کی اور مختلف امور پر تفصیلی بریفنگ دی گئی، اس موقع پر ہدایت کی گئی کہ تمام منصوبے شفافیت کے ساتھ مکمل کیے جائیں اور معیار پر کوئی سمجھوتہ نہ کیا جائے۔ مقبوضہ کشمیر میں بھارتی مظالم کا سلسلہ جاری ہے، عالمی برادری کو اس صورتحال کا فوری نوٹس لینا چاہیے، کشمیری عوام اپنے حق خودارادیت کے حصول تک جدوجہد جاری رکھیں گے۔ عدالت نے کیس کی سماعت کے دوران فریقین کے دلائل سنے اور آئندہ سماعت پر متعلقہ ریکارڈ طلب کر لیا، فاضل جج نے ریمارکس دیے کہ قانون کی بالادستی ہر صورت قائم رکھی جائے گی۔ وزیراعظم نے کہا کہ معاشی استحکام کے لیے حکومت سنجیدہ کوششیں کر رہی ہے، مہنگائی میں کمی آ رہی ہے اور آنے والے دنوں میں عوام کو مزید ریلیف فراہم کیا جائے گا۔ bbox=[615, 1434, 761, 1748]
news-paragraph: انہوں نے کہا کہ آزاد کشمیر میں تعمیر و ترقی کا عمل تیزی سے جاری ہے، عوامی نمائندوں کو اپنے حلقوں میں ترقیاتی منصوبوں کی بروقت تکمیل کو یقینی بنانا ہوگا تاکہ عوام کو بنیادی سہولیات میسر آ سکیں۔ اجلاس میں متعلقہ محکموں کے افسران نے شرکت کی اور مختلف امور پر تفصیلی بریفنگ دی گئی، اس موقع پر ہدایت کی گئی کہ تمام منصوبے شفافیت کے ساتھ مکمل کیے جائیں اور معیار پر کوئی سمجھوتہ نہ کیا جائے۔ مقبوضہ کشمیر میں بھارتی مظالم کا سلسلہ جاری ہے، عالمی برادری کو اس صورتحال کا فوری نوٹس لینا چاہیے، کشمیری عوام اپنے حق خودارادیت کے حصول تک جدوجہد جاری رکھیں گے۔ عدالت نے کیس کی سماعت کے دوران فریقین کے دلائل سنے اور آئندہ سماعت پر متعلقہ ریکارڈ طلب کر لیا، فاضل جج نے ریمارکس دیے کہ قانون کی بالادستی ہر صورت قائم رکھی جائے گی۔ bbox=[423, 1000, 609, 1113]
continuation-number: 48 bbox=[134, 2023, 166, 2037]
news-paragraph: عدالت نے کیس کی سماعت کے دوران فریقین کے دلائل سنے اور آئندہ سماعت پر متعلقہ ریکارڈ طلب کر لیا، فاضل جج نے ریمارکس دیے کہ قانون کی بالادستی ہر صورت قائم رکھی جائے گی۔ وزیراعظم نے کہا کہ معاشی استحکام کے لیے حکومت سنجیدہ کوششیں کر رہی ہے، مہنگائی میں کمی آ رہی ہے اور آنے والے دنوں میں عوام کو مزید ریلیف فراہم کیا جائے گا۔ پاکستان کو درپیش مسائل کے حل کے لیے تمام سیاسی جماعتوں کو مل بیٹھ کر قومی مفاد میں فیصلے کرنے ہوں گے، عوام کو ریلیف کی فراہمی حکومت کی اولین ترجیح ہے اور اس سلسلے میں ہر ممکن اقدامات اٹھائے جا رہے ہیں۔ انہوں نے کہا کہ آزاد کشمیر میں تعمیر و ترقی کا عمل تیزی سے جاری ہے، عوامی نمائندوں کو اپنے حلقوں میں ترقیاتی منصوبوں کی بروقت تکمیل کو یقینی بنانا ہوگا تاکہ عوام کو بنیادی سہولیات میسر آ سکیں۔ bbox=[132, 242, 263, 408]
continuation-number: 11 bbox=[769, 564, 801, 577]
continuation-number: 24 bbox=[425, 302, 457, 315]
continuation-label: بقیہ bbox=[382, 868, 412, 880]
continuation-number: 28 bbox=[425, 981, 457, 995]
news-paragraph: پاکستان کو درپیش مسائل کے حل کے لیے تمام سیاسی جماعتوں کو مل بیٹھ کر قومی مفاد میں فیصلے کرنے ہوں گے، عوام کو ریلیف کی فراہمی حکومت کی اولین ترجیح ہے اور اس سلسلے میں ہر ممکن اقدامات اٹھائے جا رہے ہیں۔ انہوں نے کہا کہ آزاد کشمیر میں تعمیر و ترقی کا عمل تیزی سے جاری ہے، عوامی نمائندوں کو اپنے حلقوں میں ترقیاتی منصوبوں کی بروقت تکمیل کو یقینی بنانا ہوگا تاکہ عوام کو بنیادی سہولیات میسر آ سکیں۔ اجلاس میں متعلقہ محکموں کے افسران نے شرکت کی اور مختلف امور پر تفصیلی بریفنگ دی گئی، اس موقع پر ہدایت کی گئی کہ تمام منصوبے شفافیت کے ساتھ مکمل کیے جائیں اور معیار پر کوئی سمجھوتہ نہ کیا جائے۔ مقبوضہ کشمیر میں بھارتی مظالم کا سلسلہ جاری ہے، عالمی برادری کو اس صورتحال کا فوری نوٹس لینا چاہیے، کشمیری عوام اپنے حق خودارادیت کے حصول تک جدوجہد جاری رکھیں گے۔ عدالت نے کیس کی سماعت کے دوران فریقین کے دلائل سنے اور آئندہ سماعت پر متعلقہ ریکارڈ طلب کر لیا، فاضل جج نے ریمارکس دیے کہ قانون کی بالادستی ہر صورت قائم رکھی جائے گی۔ وزیراعظم نے کہا کہ معاشی استحکام کے لیے حکومت سنجیدہ کوششیں کر رہی ہے، مہنگائی میں کمی آ رہی ہے اور آنے والے دنوں میں عوام کو مزید ریلیف فراہم کیا جائے گا۔ bbox=[923, 2349, 1061, 2575]
news-paragraph: اجلاس میں متعلقہ محکموں کے افسران نے شرکت کی اور مختلف امور پر تفصیلی بریفنگ دی گئی، اس موقع پر ہدایت کی گئی کہ تمام منصوبے شفافیت کے ساتھ مکمل کیے جائیں اور معیار پر کوئی سمجھوتہ نہ کیا جائے۔ مقبوضہ کشمیر میں بھارتی مظالم کا سلسلہ جاری ہے، عالمی برادری کو اس صورتحال کا فوری نوٹس لینا چاہیے، کشمیری عوام اپنے حق خودارادیت کے حصول تک جدوجہد جاری رکھیں گے۔ عدالت نے کیس کی سماعت کے دوران فریقین کے دلائل سنے اور آئندہ سماعت پر متعلقہ ریکارڈ طلب کر لیا، فاضل جج نے ریمارکس دیے کہ قانون کی بالادستی ہر صورت قائم رکھی جائے گی۔ وزیراعظم نے کہا کہ معاشی استحکام کے لیے حکومت سنجیدہ کوششیں کر رہی ہے، مہنگائی میں کمی آ رہی ہے اور آنے والے دنوں میں عوام کو مزید ریلیف فراہم کیا جائے گا۔ پاکستان کو درپیش مسائل کے حل کے لیے تمام سیاسی جماعتوں کو مل بیٹھ کر قومی مفاد میں فیصلے کرنے ہوں گے، عوام کو ریلیف کی فراہمی حکومت کی اولین ترجیح ہے اور اس سلسلے میں ہر ممکن اقدامات اٹھائے جا رہے ہیں۔ انہوں نے کہا کہ آزاد کشمیر میں تعمیر و ترقی کا عمل تیزی سے جاری ہے، عوامی نمائندوں کو اپنے حلقوں میں ترقیاتی منصوبوں کی بروقت تکمیل کو یقینی بنانا ہوگا تاکہ عوام کو بنیادی سہولیات میسر آ سکیں۔ اجلاس میں متعلقہ محکموں کے افسران نے شرکت کی اور مختلف امور پر تفصیلی بریفنگ دی گئی، اس موقع پر ہدایت کی گئی کہ تمام منصوبے شفافیت کے ساتھ مکمل کیے جائیں اور معیار پر کوئی سمجھوتہ نہ کیا جائے۔ bbox=[270, 1440, 417, 1693]
continuation-label: بقیہ bbox=[228, 705, 259, 717]
continuation-label: بقیہ bbox=[228, 1555, 259, 1567]
continuation-plate-26 bbox=[423, 582, 609, 602]
news-paragraph: پاکستان کو درپیش مسائل کے حل کے لیے تمام سیاسی جماعتوں کو مل بیٹھ کر قومی مفاد میں فیصلے کرنے ہوں گے، عوام کو ریلیف کی فراہمی حکومت کی اولین ترجیح ہے اور اس سلسلے میں ہر ممکن اقدامات اٹھائے جا رہے ہیں۔ انہوں نے کہا کہ آزاد کشمیر میں تعمیر و ترقی کا عمل تیزی سے جاری ہے، عوامی نمائندوں کو اپنے حلقوں میں ترقیاتی منصوبوں کی بروقت تکمیل کو یقینی بنانا ہوگا تاکہ عوام کو بنیادی سہولیات میسر آ سکیں۔ اجلاس میں متعلقہ محکموں کے افسران نے شرکت کی اور مختلف امور پر تفصیلی بریفنگ دی گئی، اس موقع پر ہدایت کی گئی کہ تمام منصوبے شفافیت کے ساتھ مکمل کیے جائیں اور معیار پر کوئی سمجھوتہ نہ کیا جائے۔ مقبوضہ کشمیر میں بھارتی مظالم کا سلسلہ جاری ہے، عالمی برادری کو اس صورتحال کا فوری نوٹس لینا چاہیے، کشمیری عوام اپنے حق خودارادیت کے حصول تک جدوجہد جاری رکھیں گے۔ عدالت نے کیس کی سماعت کے دوران فریقین کے دلائل سنے اور آئندہ سماعت پر متعلقہ ریکارڈ طلب کر لیا، فاضل جج نے ریمارکس دیے کہ قانون کی بالادستی ہر صورت قائم رکھی جائے گی۔ bbox=[923, 18, 1061, 218]
news-paragraph: عدالت نے کیس کی سماعت کے دوران فریقین کے دلائل سنے اور آئندہ سماعت پر متعلقہ ریکارڈ طلب کر لیا، فاضل جج نے ریمارکس دیے کہ قانون کی بالادستی ہر صورت قائم رکھی جائے گی۔ وزیراعظم نے کہا کہ معاشی استحکام کے لیے حکومت سنجیدہ کوششیں کر رہی ہے، مہنگائی میں کمی آ رہی ہے اور آنے والے دنوں میں عوام کو مزید ریلیف فراہم کیا جائے گا۔ bbox=[923, 1972, 1061, 2042]
continuation-word: نمبر bbox=[828, 1749, 852, 1763]
continuation-word: نمبر bbox=[674, 724, 698, 738]
news-paragraph: پاکستان کو درپیش مسائل کے حل کے لیے تمام سیاسی جماعتوں کو مل بیٹھ کر قومی مفاد میں فیصلے کرنے ہوں گے، عوام کو ریلیف کی فراہمی حکومت کی اولین ترجیح ہے اور اس سلسلے میں ہر ممکن اقدامات اٹھائے جا رہے ہیں۔ انہوں نے کہا کہ آزاد کشمیر میں تعمیر و ترقی کا عمل تیزی سے جاری ہے، عوامی نمائندوں کو اپنے حلقوں میں ترقیاتی منصوبوں کی بروقت تکمیل کو یقینی بنانا ہوگا تاکہ عوام کو بنیادی سہولیات میسر آ سکیں۔ اجلاس میں متعلقہ محکموں کے افسران نے شرکت کی اور مختلف امور پر تفصیلی بریفنگ دی گئی، اس موقع پر ہدایت کی گئی کہ تمام منصوبے شفافیت کے ساتھ مکمل کیے جائیں اور معیار پر کوئی سمجھوتہ نہ کیا جائے۔ مقبوضہ کشمیر میں بھارتی مظالم کا سلسلہ جاری ہے، عالمی برادری کو اس صورتحال کا فوری نوٹس لینا چاہیے، کشمیری عوام اپنے حق خودارادیت کے حصول تک جدوجہد جاری رکھیں گے۔ bbox=[615, 1772, 761, 1929]
continuation-label: بقیہ bbox=[91, 966, 121, 979]
news-paragraph: عدالت نے کیس کی سماعت کے دوران فریقین کے دلائل سنے اور آئندہ سماعت پر متعلقہ ریکارڈ طلب کر لیا، فاضل جج نے ریمارکس دیے کہ قانون کی بالادستی ہر صورت قائم رکھی جائے گی۔ وزیراعظم نے کہا کہ معاشی استحکام کے لیے حکومت سنجیدہ کوششیں کر رہی ہے، مہنگائی میں کمی آ رہی ہے اور آنے والے دنوں میں عوام کو مزید ریلیف فراہم کیا جائے گا۔ پاکستان کو درپیش مسائل کے حل کے لیے تمام سیاسی جماعتوں کو مل بیٹھ کر قومی مفاد میں فیصلے کرنے ہوں گے، عوام کو ریلیف کی فراہمی حکومت کی اولین ترجیح ہے اور اس سلسلے میں ہر ممکن اقدامات اٹھائے جا رہے ہیں۔ انہوں نے کہا کہ آزاد کشمیر میں تعمیر و ترقی کا عمل تیزی سے جاری ہے، عوامی نمائندوں کو اپنے حلقوں میں ترقیاتی منصوبوں کی بروقت تکمیل کو یقینی بنانا ہوگا تاکہ عوام کو بنیادی سہولیات میسر آ سکیں۔ اجلاس میں متعلقہ محکموں کے افسران نے شرکت کی اور مختلف امور پر تفصیلی بریفنگ دی گئی، اس موقع پر ہدایت کی گئی کہ تمام منصوبے شفافیت کے ساتھ مکمل کیے جائیں اور معیار پر کوئی سمجھوتہ نہ کیا جائے۔ bbox=[5, 2149, 125, 2367]
column-7 bbox=[3, 18, 128, 2367]
news-paragraph: اجلاس میں متعلقہ محکموں کے افسران نے شرکت کی اور مختلف امور پر تفصیلی بریفنگ دی گئی، اس موقع پر ہدایت کی گئی کہ تمام منصوبے شفافیت کے ساتھ مکمل کیے جائیں اور معیار پر کوئی سمجھوتہ نہ کیا جائے۔ مقبوضہ کشمیر میں بھارتی مظالم کا سلسلہ جاری ہے، عالمی برادری کو اس صورتحال کا فوری نوٹس لینا چاہیے، کشمیری عوام اپنے حق خودارادیت کے حصول تک جدوجہد جاری رکھیں گے۔ bbox=[923, 1870, 1061, 1949]
continuation-number: 33 bbox=[271, 336, 303, 350]
news-paragraph: مقبوضہ کشمیر میں بھارتی مظالم کا سلسلہ جاری ہے، عالمی برادری کو اس صورتحال کا فوری نوٹس لینا چاہیے، کشمیری عوام اپنے حق خودارادیت کے حصول تک جدوجہد جاری رکھیں گے۔ عدالت نے کیس کی سماعت کے دوران فریقین کے دلائل سنے اور آئندہ سماعت پر متعلقہ ریکارڈ طلب کر لیا، فاضل جج نے ریمارکس دیے کہ قانون کی بالادستی ہر صورت قائم رکھی جائے گی۔ وزیراعظم نے کہا کہ معاشی استحکام کے لیے حکومت سنجیدہ کوششیں کر رہی ہے، مہنگائی میں کمی آ رہی ہے اور آنے والے دنوں میں عوام کو مزید ریلیف فراہم کیا جائے گا۔ پاکستان کو درپیش مسائل کے حل کے لیے تمام سیاسی جماعتوں کو مل بیٹھ کر قومی مفاد میں فیصلے کرنے ہوں گے، عوام کو ریلیف کی فراہمی حکومت کی اولین ترجیح ہے اور اس سلسلے میں ہر ممکن اقدامات اٹھائے جا رہے ہیں۔ انہوں نے کہا کہ آزاد کشمیر میں تعمیر و ترقی کا عمل تیزی سے جاری ہے، عوامی نمائندوں کو اپنے حلقوں میں ترقیاتی منصوبوں کی بروقت تکمیل کو یقینی بنانا ہوگا تاکہ عوام کو بنیادی سہولیات میسر آ سکیں۔ اجلاس میں متعلقہ محکموں کے افسران نے شرکت کی اور مختلف امور پر تفصیلی بریفنگ دی گئی، اس موقع پر ہدایت کی گئی کہ تمام منصوبے شفافیت کے ساتھ مکمل کیے جائیں اور معیار پر کوئی سمجھوتہ نہ کیا جائے۔ مقبوضہ کشمیر میں بھارتی مظالم کا سلسلہ جاری ہے، عالمی برادری کو اس صورتحال کا فوری نوٹس لینا چاہیے، کشمیری عوام اپنے حق خودارادیت کے حصول تک جدوجہد جاری رکھیں گے۔ عدالت نے کیس کی سماعت کے دوران فریقین کے دلائل سنے اور آئندہ سماعت پر متعلقہ ریکارڈ طلب کر لیا، فاضل جج نے ریمارکس دیے کہ قانون کی بالادستی ہر صورت قائم رکھی جائے گی۔ bbox=[768, 582, 916, 862]
continuation-word: نمبر bbox=[978, 2046, 1002, 2060]
continuation-plate-37 bbox=[269, 865, 417, 885]
continuation-number: 51 bbox=[6, 724, 38, 738]
continuation-number: 13 bbox=[769, 1309, 801, 1323]
continuation-number: 36 bbox=[271, 809, 303, 823]
continuation-number: 19 bbox=[617, 724, 649, 738]
news-paragraph: مقبوضہ کشمیر میں بھارتی مظالم کا سلسلہ جاری ہے، عالمی برادری کو اس صورتحال کا فوری نوٹس لینا چاہیے، کشمیری عوام اپنے حق خودارادیت کے حصول تک جدوجہد جاری رکھیں گے۔ عدالت نے کیس کی سماعت کے دوران فریقین کے دلائل سنے اور آئندہ سماعت پر متعلقہ ریکارڈ طلب کر لیا، فاضل جج نے ریمارکس دیے کہ قانون کی بالادستی ہر صورت قائم رکھی جائے گی۔ وزیراعظم نے کہا کہ معاشی استحکام کے لیے حکومت سنجیدہ کوششیں کر رہی ہے، مہنگائی میں کمی آ رہی ہے اور آنے والے دنوں میں عوام کو مزید ریلیف فراہم کیا جائے گا۔ پاکستان کو درپیش مسائل کے حل کے لیے تمام سیاسی جماعتوں کو مل بیٹھ کر قومی مفاد میں فیصلے کرنے ہوں گے، عوام کو ریلیف کی فراہمی حکومت کی اولین ترجیح ہے اور اس سلسلے میں ہر ممکن اقدامات اٹھائے جا رہے ہیں۔ انہوں نے کہا کہ آزاد کشمیر میں تعمیر و ترقی کا عمل تیزی سے جاری ہے، عوامی نمائندوں کو اپنے حلقوں میں ترقیاتی منصوبوں کی بروقت تکمیل کو یقینی بنانا ہوگا تاکہ عوام کو بنیادی سہولیات میسر آ سکیں۔ اجلاس میں متعلقہ محکموں کے افسران نے شرکت کی اور مختلف امور پر تفصیلی بریفنگ دی گئی، اس موقع پر ہدایت کی گئی کہ تمام منصوبے شفافیت کے ساتھ مکمل کیے جائیں اور معیار پر کوئی سمجھوتہ نہ کیا جائے۔ مقبوضہ کشمیر میں بھارتی مظالم کا سلسلہ جاری ہے، عالمی برادری کو اس صورتحال کا فوری نوٹس لینا چاہیے، کشمیری عوام اپنے حق خودارادیت کے حصول تک جدوجہد جاری رکھیں گے۔ عدالت نے کیس کی سماعت کے دوران فریقین کے دلائل سنے اور آئندہ سماعت پر متعلقہ ریکارڈ طلب کر لیا، فاضل جج نے ریمارکس دیے کہ قانون کی بالادستی ہر صورت قائم رکھی جائے گی۔ وزیراعظم نے کہا کہ معاشی استحکام کے لیے حکومت سنجیدہ کوششیں کر رہی ہے، مہنگائی میں کمی آ رہی ہے اور آنے والے دنوں میں عوام کو مزید ریلیف فراہم کیا جائے گا۔ پاکستان کو درپیش مسائل کے حل کے لیے تمام سیاسی جماعتوں کو مل بیٹھ کر قومی مفاد میں فیصلے کرنے ہوں گے، عوام کو ریلیف کی فراہمی حکومت کی اولین ترجیح ہے اور اس سلسلے میں ہر ممکن اقدامات اٹھائے جا رہے ہیں۔ انہوں نے کہا کہ آزاد کشمیر میں تعمیر و ترقی کا عمل تیزی سے جاری ہے، عوامی نمائندوں کو اپنے حلقوں میں ترقیاتی منصوبوں کی بروقت تکمیل کو یقینی بنانا ہوگا تاکہ عوام کو بنیادی سہولیات میسر آ سکیں۔ bbox=[270, 1032, 417, 1416]
continuation-label: بقیہ bbox=[228, 224, 259, 236]
continuation-label: بقیہ bbox=[726, 1753, 757, 1766]
column-3 bbox=[613, 18, 763, 2089]
continuation-plate-45 bbox=[132, 702, 263, 722]
continuation-number: 34 bbox=[271, 482, 303, 496]
news-paragraph: پاکستان کو درپیش مسائل کے حل کے لیے تمام سیاسی جماعتوں کو مل بیٹھ کر قومی مفاد میں فیصلے کرنے ہوں گے، عوام کو ریلیف کی فراہمی حکومت کی اولین ترجیح ہے اور اس سلسلے میں ہر ممکن اقدامات اٹھائے جا رہے ہیں۔ انہوں نے کہا کہ آزاد کشمیر میں تعمیر و ترقی کا عمل تیزی سے جاری ہے، عوامی نمائندوں کو اپنے حلقوں میں ترقیاتی منصوبوں کی بروقت تکمیل کو یقینی بنانا ہوگا تاکہ عوام کو بنیادی سہولیات میسر آ سکیں۔ اجلاس میں متعلقہ محکموں کے افسران نے شرکت کی اور مختلف امور پر تفصیلی بریفنگ دی گئی، اس موقع پر ہدایت کی گئی کہ تمام منصوبے شفافیت کے ساتھ مکمل کیے جائیں اور معیار پر کوئی سمجھوتہ نہ کیا جائے۔ bbox=[270, 887, 417, 1008]
continuation-label: بقیہ bbox=[882, 1750, 912, 1762]
sports-subheadline: جاری کر دیا bbox=[37, 1779, 94, 1791]
news-paragraph: مقبوضہ کشمیر میں بھارتی مظالم کا سلسلہ جاری ہے، عالمی برادری کو اس صورتحال کا فوری نوٹس لینا چاہیے، کشمیری عوام اپنے حق خودارادیت کے حصول تک جدوجہد جاری رکھیں گے۔ عدالت نے کیس کی سماعت کے دوران فریقین کے دلائل سنے اور آئندہ سماعت پر متعلقہ ریکارڈ طلب کر لیا، فاضل جج نے ریمارکس دیے کہ قانون کی بالادستی ہر صورت قائم رکھی جائے گی۔ وزیراعظم نے کہا کہ معاشی استحکام کے لیے حکومت سنجیدہ کوششیں کر رہی ہے، مہنگائی میں کمی آ رہی ہے اور آنے والے دنوں میں عوام کو مزید ریلیف فراہم کیا جائے گا۔ پاکستان کو درپیش مسائل کے حل کے لیے تمام سیاسی جماعتوں کو مل بیٹھ کر قومی مفاد میں فیصلے کرنے ہوں گے، عوام کو ریلیف کی فراہمی حکومت کی اولین ترجیح ہے اور اس سلسلے میں ہر ممکن اقدامات اٹھائے جا رہے ہیں۔ bbox=[423, 467, 609, 580]
continuation-word: نمبر bbox=[978, 709, 1002, 723]
continuation-number: 47 bbox=[134, 1554, 166, 1568]
continuation-label: بقیہ bbox=[574, 1119, 604, 1131]
continuation-label: بقیہ bbox=[882, 1578, 912, 1590]
column-4 bbox=[421, 18, 611, 1775]
continuation-plate-15 bbox=[767, 1747, 917, 1766]
continuation-plate-33 bbox=[269, 334, 417, 354]
news-paragraph: عدالت نے کیس کی سماعت کے دوران فریقین کے دلائل سنے اور آئندہ سماعت پر متعلقہ ریکارڈ طلب کر لیا، فاضل جج نے ریمارکس دیے کہ قانون کی بالادستی ہر صورت قائم رکھی جائے گی۔ وزیراعظم نے کہا کہ معاشی استحکام کے لیے حکومت سنجیدہ کوششیں کر رہی ہے، مہنگائی میں کمی آ رہی ہے اور آنے والے دنوں میں عوام کو مزید ریلیف فراہم کیا جائے گا۔ پاکستان کو درپیش مسائل کے حل کے لیے تمام سیاسی جماعتوں کو مل بیٹھ کر قومی مفاد میں فیصلے کرنے ہوں گے، عوام کو ریلیف کی فراہمی حکومت کی اولین ترجیح ہے اور اس سلسلے میں ہر ممکن اقدامات اٹھائے جا رہے ہیں۔ انہوں نے کہا کہ آزاد کشمیر میں تعمیر و ترقی کا عمل تیزی سے جاری ہے، عوامی نمائندوں کو اپنے حلقوں میں ترقیاتی منصوبوں کی بروقت تکمیل کو یقینی بنانا ہوگا تاکہ عوام کو بنیادی سہولیات میسر آ سکیں۔ اجلاس میں متعلقہ محکموں کے افسران نے شرکت کی اور مختلف امور پر تفصیلی بریفنگ دی گئی، اس موقع پر ہدایت کی گئی کہ تمام منصوبے شفافیت کے ساتھ مکمل کیے جائیں اور معیار پر کوئی سمجھوتہ نہ کیا جائے۔ مقبوضہ کشمیر میں بھارتی مظالم کا سلسلہ جاری ہے، عالمی برادری کو اس صورتحال کا فوری نوٹس لینا چاہیے، کشمیری عوام اپنے حق خودارادیت کے حصول تک جدوجہد جاری رکھیں گے۔ عدالت نے کیس کی سماعت کے دوران فریقین کے دلائل سنے اور آئندہ سماعت پر متعلقہ ریکارڈ طلب کر لیا، فاضل جج نے ریمارکس دیے کہ قانون کی بالادستی ہر صورت قائم رکھی جائے گی۔ وزیراعظم نے کہا کہ معاشی استحکام کے لیے حکومت سنجیدہ کوششیں کر رہی ہے، مہنگائی میں کمی آ رہی ہے اور آنے والے دنوں میں عوام کو مزید ریلیف فراہم کیا جائے گا۔ پاکستان کو درپیش مسائل کے حل کے لیے تمام سیاسی جماعتوں کو مل بیٹھ کر قومی مفاد میں فیصلے کرنے ہوں گے، عوام کو ریلیف کی فراہمی حکومت کی اولین ترجیح ہے اور اس سلسلے میں ہر ممکن اقدامات اٹھائے جا رہے ہیں۔ انہوں نے کہا کہ آزاد کشمیر میں تعمیر و ترقی کا عمل تیزی سے جاری ہے، عوامی نمائندوں کو اپنے حلقوں میں ترقیاتی منصوبوں کی بروقت تکمیل کو یقینی بنانا ہوگا تاکہ عوام کو بنیادی سہولیات میسر آ سکیں۔ اجلاس میں متعلقہ محکموں کے افسران نے شرکت کی اور مختلف امور پر تفصیلی بریفنگ دی گئی، اس موقع پر ہدایت کی گئی کہ تمام منصوبے شفافیت کے ساتھ مکمل کیے جائیں اور معیار پر کوئی سمجھوتہ نہ کیا جائے۔ bbox=[132, 1574, 263, 2018]
column-5 bbox=[268, 18, 419, 1809]
news-paragraph: پاکستان کو درپیش مسائل کے حل کے لیے تمام سیاسی جماعتوں کو مل بیٹھ کر قومی مفاد میں فیصلے کرنے ہوں گے، عوام کو ریلیف کی فراہمی حکومت کی اولین ترجیح ہے اور اس سلسلے میں ہر ممکن اقدامات اٹھائے جا رہے ہیں۔ انہوں نے کہا کہ آزاد کشمیر میں تعمیر و ترقی کا عمل تیزی سے جاری ہے، عوامی نمائندوں کو اپنے حلقوں میں ترقیاتی منصوبوں کی بروقت تکمیل کو یقینی بنانا ہوگا تاکہ عوام کو بنیادی سہولیات میسر آ سکیں۔ اجلاس میں متعلقہ محکموں کے افسران نے شرکت کی اور مختلف امور پر تفصیلی بریفنگ دی گئی، اس موقع پر ہدایت کی گئی کہ تمام منصوبے شفافیت کے ساتھ مکمل کیے جائیں اور معیار پر کوئی سمجھوتہ نہ کیا جائے۔ مقبوضہ کشمیر میں بھارتی مظالم کا سلسلہ جاری ہے، عالمی برادری کو اس صورتحال کا فوری نوٹس لینا چاہیے، کشمیری عوام اپنے حق خودارادیت کے حصول تک جدوجہد جاری رکھیں گے۔ عدالت نے کیس کی سماعت کے دوران فریقین کے دلائل سنے اور آئندہ سماعت پر متعلقہ ریکارڈ طلب کر لیا، فاضل جج نے ریمارکس دیے کہ قانون کی بالادستی ہر صورت قائم رکھی جائے گی۔ وزیراعظم نے کہا کہ معاشی استحکام کے لیے حکومت سنجیدہ کوششیں کر رہی ہے، مہنگائی میں کمی آ رہی ہے اور آنے والے دنوں میں عوام کو مزید ریلیف فراہم کیا جائے گا۔ پاکستان کو درپیش مسائل کے حل کے لیے تمام سیاسی جماعتوں کو مل بیٹھ کر قومی مفاد میں فیصلے کرنے ہوں گے، عوام کو ریلیف کی فراہمی حکومت کی اولین ترجیح ہے اور اس سلسلے میں ہر ممکن اقدامات اٹھائے جا رہے ہیں۔ انہوں نے کہا کہ آزاد کشمیر میں تعمیر و ترقی کا عمل تیزی سے جاری ہے، عوامی نمائندوں کو اپنے حلقوں میں ترقیاتی منصوبوں کی بروقت تکمیل کو یقینی بنانا ہوگا تاکہ عوام کو بنیادی سہولیات میسر آ سکیں۔ اجلاس میں متعلقہ محکموں کے افسران نے شرکت کی اور مختلف امور پر تفصیلی بریفنگ دی گئی، اس موقع پر ہدایت کی گئی کہ تمام منصوبے شفافیت کے ساتھ مکمل کیے جائیں اور معیار پر کوئی سمجھوتہ نہ کیا جائے۔ مقبوضہ کشمیر میں بھارتی مظالم کا سلسلہ جاری ہے، عالمی برادری کو اس صورتحال کا فوری نوٹس لینا چاہیے، کشمیری عوام اپنے حق خودارادیت کے حصول تک جدوجہد جاری رکھیں گے۔ عدالت نے کیس کی سماعت کے دوران فریقین کے دلائل سنے اور آئندہ سماعت پر متعلقہ ریکارڈ طلب کر لیا، فاضل جج نے ریمارکس دیے کہ قانون کی بالادستی ہر صورت قائم رکھی جائے گی۔ وزیراعظم نے کہا کہ معاشی استحکام کے لیے حکومت سنجیدہ کوششیں کر رہی ہے، مہنگائی میں کمی آ رہی ہے اور آنے والے دنوں میں عوام کو مزید ریلیف فراہم کیا جائے گا۔ پاکستان کو درپیش مسائل کے حل کے لیے تمام سیاسی جماعتوں کو مل بیٹھ کر قومی مفاد میں فیصلے کرنے ہوں گے، عوام کو ریلیف کی فراہمی حکومت کی اولین ترجیح ہے اور اس سلسلے میں ہر ممکن اقدامات اٹھائے جا رہے ہیں۔ انہوں نے کہا کہ آزاد کشمیر میں تعمیر و ترقی کا عمل تیزی سے جاری ہے، عوامی نمائندوں کو اپنے حلقوں میں ترقیاتی منصوبوں کی بروقت تکمیل کو یقینی بنانا ہوگا تاکہ عوام کو بنیادی سہولیات میسر آ سکیں۔ اجلاس میں متعلقہ محکموں کے افسران نے شرکت کی اور مختلف امور پر تفصیلی بریفنگ دی گئی، اس موقع پر ہدایت کی گئی کہ تمام منصوبے شفافیت کے ساتھ مکمل کیے جائیں اور معیار پر کوئی سمجھوتہ نہ کیا جائے۔ bbox=[768, 18, 916, 559]
continuation-plate-49 bbox=[4, 282, 126, 302]
